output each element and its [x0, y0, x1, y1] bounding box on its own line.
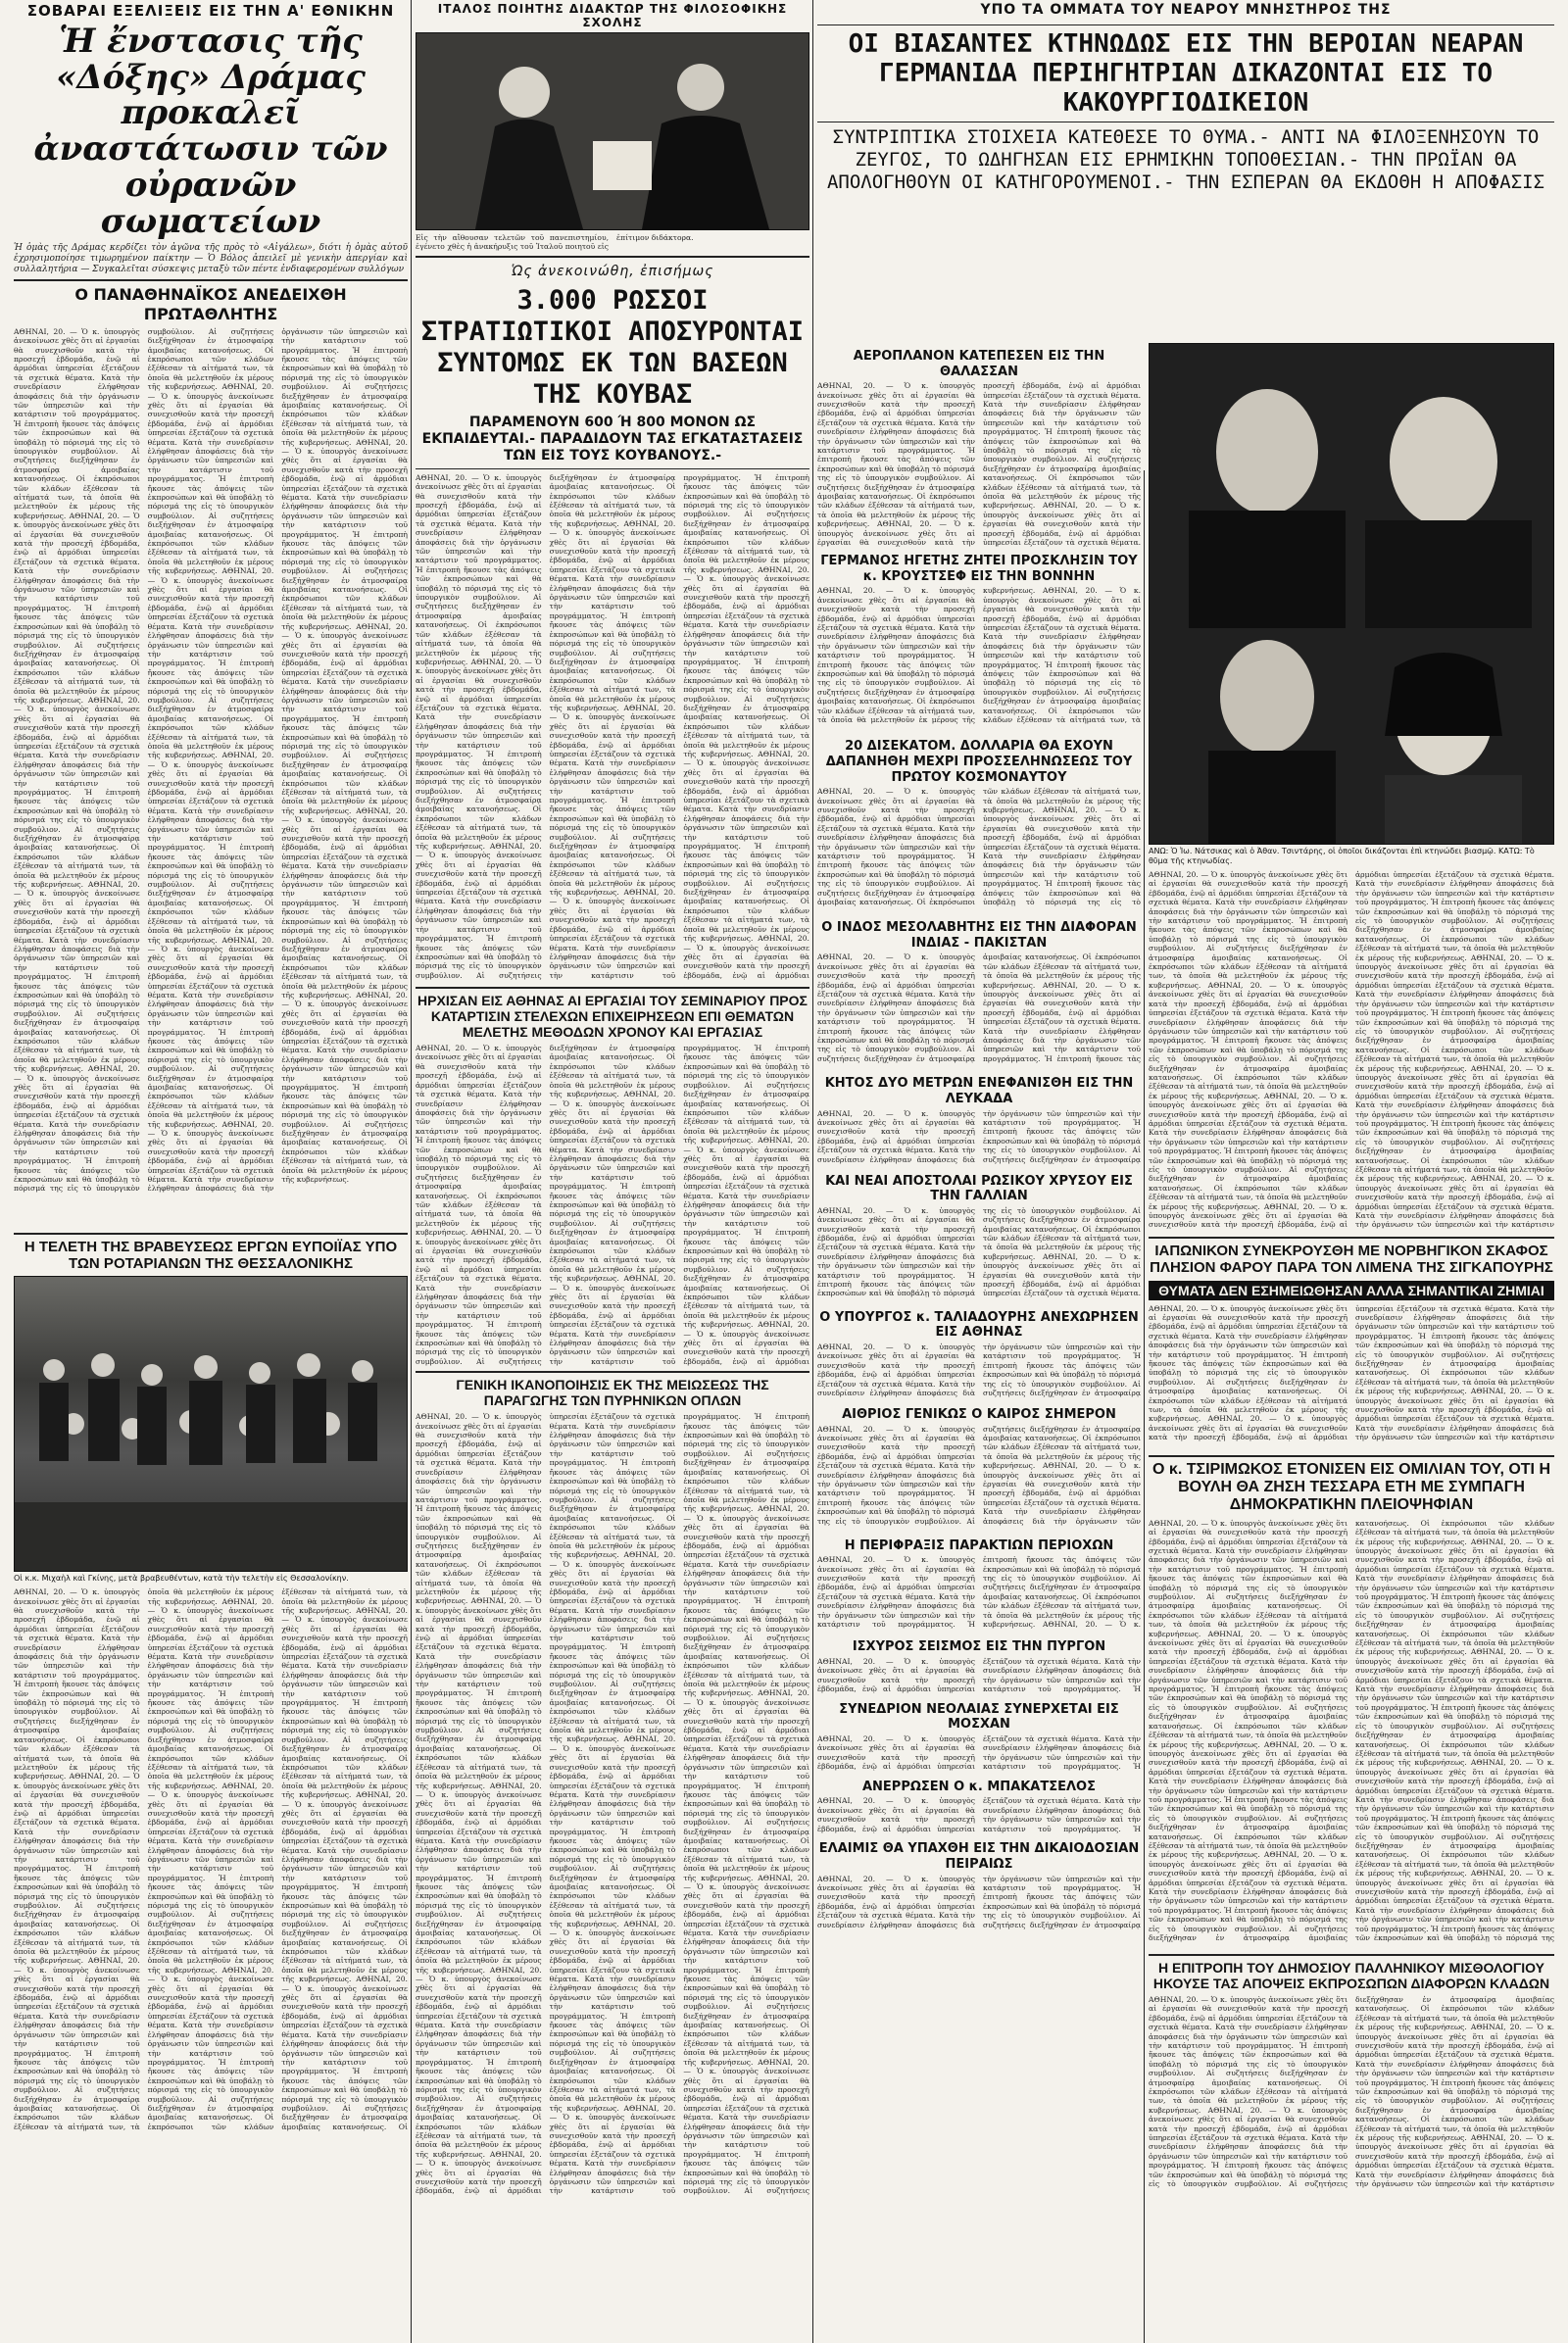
article-body: ΑΘΗΝΑΙ, 20. — Ὁ κ. ὑπουργὸς ἀνεκοίνωσε χθὲς ὅτι αἱ ἐργασίαι θὰ συνεχισθοῦν κατὰ τὴν προσεχῆ ἑβδομάδα, ἐνῷ αἱ ἁρμόδιαι ὑπηρεσίαι ἐξετάζουν τὰ σχετικὰ θέματα. Κατὰ τὴν συνεδρίασιν ἐλήφθησαν ἀποφάσεις διὰ τὴν ὀργάνωσιν τῶν ὑπηρεσιῶν καὶ τὴν κατάρτισιν τοῦ προγράμματος. Ἡ ἐπιτροπὴ ἤκουσε τὰς ἀπόψεις τῶν ἐκπροσώπων καὶ θὰ ὑποβάλῃ τὸ πόρισμά της εἰς τὸ ὑπουργικὸν συμβούλιον. Αἱ συζητήσεις διεξήχθησαν ἐν ἀτμοσφαίρᾳ: [817, 1108, 1141, 1164]
photo-rotary-ceremony: [14, 1276, 408, 1572]
photo-caption: ΑΝΩ: Ὁ Ἰω. Νάτσικας καὶ ὁ Ἀθαν. Τσιντάρης, οἱ ὁποῖοι δικάζονται ἐπὶ κτηνώδει βιασμῷ. ΚΑΤΩ: Τὸ θῦμα τῆς κτηνωδίας.: [1149, 847, 1535, 865]
article-body: ΑΘΗΝΑΙ, 20. — Ὁ κ. ὑπουργὸς ἀνεκοίνωσε χθὲς ὅτι αἱ ἐργασίαι θὰ συνεχισθοῦν κατὰ τὴν προσεχῆ ἑβδομάδα, ἐνῷ αἱ ἁρμόδιαι ὑπηρεσίαι ἐξετάζουν τὰ σχετικὰ θέματα. Κατὰ τὴν συνεδρίασιν ἐλήφθησαν ἀποφάσεις διὰ τὴν ὀργάνωσιν τῶν ὑπηρεσιῶν καὶ τὴν κατάρτισιν τοῦ προγράμματος. Ἡ ἐπιτροπὴ ἤκουσε τὰς ἀπόψεις τῶν ἐκπροσώπων καὶ θὰ ὑποβάλῃ τὸ πόρισμά της εἰς τὸ ὑπουργικὸν συμβούλιον. Αἱ συζητήσεις διεξήχθησαν ἐν ἀτμοσφαίρᾳ ἀμοιβαίας κατανοήσεως. Οἱ ἐκπρόσωποι τῶν κλάδων ἐξέθεσαν τὰ αἰτήματά των, τὰ ὁποῖα θὰ μελετηθοῦν ἐκ μέρους τῆς κυβερνήσεως. ΑΘΗΝΑΙ, 20. — Ὁ κ. ὑπουργὸς ἀνεκοίνωσε χθὲς ὅτι αἱ ἐργασίαι θὰ συνεχισθοῦν κατὰ τὴν προσεχῆ ἑβδομάδα, ἐνῷ αἱ ἁρμόδιαι ὑπηρεσίαι ἐξετάζουν τὰ σχετικὰ θέματα. Κατὰ τὴν συνεδρίασιν ἐλήφθησαν ἀποφάσεις διὰ τὴν ὀργάνωσιν τῶν: [817, 1424, 1141, 1526]
story-headline: Η ΤΕΛΕΤΗ ΤΗΣ ΒΡΑΒΕΥΣΕΩΣ ΕΡΓΩΝ ΕΥΠΟΙΪΑΣ ΥΠΟ ΤΩΝ ΡΟΤΑΡΙΑΝΩΝ ΤΗΣ ΘΕΣΣΑΛΟΝΙΚΗΣ: [24, 1238, 398, 1272]
photo-defendants-victim: [1149, 343, 1554, 845]
column-3: [817, 343, 1141, 2343]
main-headline-verroia: ΟΙ ΒΙΑΣΑΝΤΕΣ ΚΤΗΝΩΔΩΣ ΕΙΣ ΤΗΝ ΒΕΡΟΙΑΝ ΝΕΑΡΑΝ ΓΕΡΜΑΝΙΔΑ ΠΕΡΙΗΓΗΤΡΙΑΝ ΔΙΚΑΖΟΝΤΑΙ ΕΙΣ ΤΟ ΚΑΚΟΥΡΓΙΟΔΙΚΕΙΟΝ: [848, 28, 1524, 118]
headline-payroll: Η ΕΠΙΤΡΟΠΗ ΤΟΥ ΔΗΜΟΣΙΟΥ ΠΑΛΛΗΝΙΚΟΥ ΜΙΣΘΟΛΟΓΙΟΥ ΗΚΟΥΣΕ ΤΑΣ ΑΠΟΨΕΙΣ ΕΚΠΡΟΣΩΠΩΝ ΔΙΑΦΟΡΩΝ ΚΛΑΔΩΝ: [1152, 1959, 1550, 1991]
item-whale: ΚΗΤΟΣ ΔΥΟ ΜΕΤΡΩΝ ΕΝΕΦΑΝΙΣΘΗ ΕΙΣ ΤΗΝ ΛΕΥΚΑΔΑ: [824, 1076, 1134, 1106]
article-body: ΑΘΗΝΑΙ, 20. — Ὁ κ. ὑπουργὸς ἀνεκοίνωσε χθὲς ὅτι αἱ ἐργασίαι θὰ συνεχισθοῦν κατὰ τὴν προσεχῆ ἑβδομάδα, ἐνῷ αἱ ἁρμόδιαι ὑπηρεσίαι ἐξετάζουν τὰ σχετικὰ θέματα. Κατὰ τὴν συνεδρίασιν ἐλήφθησαν ἀποφάσεις διὰ τὴν ὀργάνωσιν τῶν ὑπηρεσιῶν καὶ τὴν κατάρτισιν τοῦ προγράμματος. Ἡ ἐπιτροπὴ ἤκουσε τὰς ἀπόψεις τῶν ἐκπροσώπων καὶ θὰ ὑποβάλῃ τὸ πόρισμά της εἰς τὸ ὑπουργικὸν συμβούλιον. Αἱ συζητήσεις διεξήχθησαν ἐν ἀτμοσφαίρᾳ ἀμοιβαίας κατανοήσεως. Οἱ ἐκπρόσωποι τῶν κλάδων ἐξέθεσαν τὰ αἰτήματά των, τὰ ὁποῖα θὰ μελετηθοῦν ἐκ μέρους τῆς κυβερνήσεως. ΑΘΗΝΑΙ, 20. — Ὁ κ. ὑπουργὸς ἀνεκοίνωσε χθὲς ὅτι αἱ ἐργασίαι θὰ συνεχισθοῦν κατὰ τὴν προσεχῆ ἑβδομάδα, ἐνῷ αἱ ἁρμόδιαι ὑπηρεσίαι ἐξετάζουν τὰ σχετικὰ θέματα. Κατὰ τὴν συνεδρίασιν ἐλήφθησαν ἀποφάσεις διὰ τὴν ὀργάνωσιν τῶν ὑπηρεσιῶν καὶ τὴν κατάρτισιν τοῦ προγράμματος. Ἡ ἐπιτροπὴ ἤκουσε τὰς ἀπόψεις τῶν ἐκπροσώπων καὶ θὰ ὑποβάλῃ τὸ πόρισμά της εἰς τὸ ὑπουργικὸν συμβούλιον. Αἱ συζητήσεις διεξήχθησαν ἐν ἀτμοσφαίρᾳ ἀμοιβαίας κατανοήσεως. Οἱ ἐκπρόσωποι τῶν κλάδων ἐξέθεσαν τὰ αἰτήματά των, τὰ: [817, 586, 1141, 725]
article-body: ΑΘΗΝΑΙ, 20. — Ὁ κ. ὑπουργὸς ἀνεκοίνωσε χθὲς ὅτι αἱ ἐργασίαι θὰ συνεχισθοῦν κατὰ τὴν προσεχῆ ἑβδομάδα, ἐνῷ αἱ ἁρμόδιαι ὑπηρεσίαι ἐξετάζουν τὰ σχετικὰ θέματα. Κατὰ τὴν συνεδρίασιν ἐλήφθησαν ἀποφάσεις διὰ τὴν ὀργάνωσιν τῶν ὑπηρεσιῶν καὶ τὴν κατάρτισιν τοῦ προγράμματος. Ἡ ἐπιτροπὴ ἤκουσε τὰς ἀπόψεις τῶν ἐκπροσώπων καὶ θὰ ὑποβάλῃ τὸ πόρισμά της εἰς τὸ ὑπουργικὸν συμβούλιον. Αἱ συζητήσεις διεξήχθησαν ἐν ἀτμοσφαίρᾳ ἀμοιβαίας κατανοήσεως. Οἱ ἐκπρόσωποι τῶν κλάδων ἐξέθεσαν τὰ αἰτήματά των, τὰ ὁποῖα θὰ μελετηθοῦν ἐκ μέρους τῆς κυβερνήσεως. ΑΘΗΝΑΙ, 20. — Ὁ κ. ὑπουργὸς ἀνεκοίνωσε χθὲς ὅτι αἱ ἐργασίαι θὰ συνεχισθοῦν κατὰ τὴν προσεχῆ ἑβδομάδα, ἐνῷ αἱ ἁρμόδιαι ὑπηρεσίαι ἐξετάζουν τὰ σχετικὰ θέματα. Κατὰ τὴν συνεδρίασιν ἐλήφθησαν ἀποφάσεις διὰ τὴν ὀργάνωσιν τῶν ὑπηρεσιῶν καὶ τὴν κατάρτισιν τοῦ προγράμματος. Ἡ ἐπιτροπὴ ἤκουσε τὰς ἀπόψεις τῶν ἐκπροσώπων καὶ θὰ ὑποβάλῃ τὸ πόρισμά της εἰς τὸ ὑπουργικὸν συμβούλιον. Αἱ συζητήσεις διεξήχθησαν ἐν ἀτμοσφαίρᾳ ἀμοιβαίας κατανοήσεως. Οἱ ἐκπρόσωποι τῶν κλάδων ἐξέθεσαν τὰ αἰτήματά των, τὰ ὁποῖα θὰ μελετηθοῦν ἐκ μέρους τῆς κυβερνήσεως. ΑΘΗΝΑΙ, 20. — Ὁ κ. ὑπουργὸς ἀνεκοίνωσε χθὲς ὅτι αἱ ἐργασίαι θὰ συνεχισθοῦν κατὰ τὴν προσεχῆ ἑβδομάδα, ἐνῷ αἱ ἁρμόδιαι ὑπηρεσίαι ἐξετάζουν τὰ σχετικὰ θέματα. Κατὰ τὴν συνεδρίασιν ἐλήφθησαν ἀποφάσεις διὰ τὴν ὀργάνωσιν τῶν ὑπηρεσιῶν καὶ τὴν κατάρτισιν τοῦ προγράμματος. Ἡ ἐπιτροπὴ ἤκουσε τὰς ἀπόψεις τῶν ἐκπροσώπων καὶ θὰ ὑποβάλῃ τὸ πόρισμά της εἰς τὸ ὑπουργικὸν συμβούλιον. Αἱ συζητήσεις διεξήχθησαν ἐν ἀτμοσφαίρᾳ ἀμοιβαίας κατανοήσεως. Οἱ ἐκπρόσωποι τῶν κλάδων ἐξέθεσαν τὰ αἰτήματά των, τὰ ὁποῖα θὰ μελετηθοῦν ἐκ μέρους τῆς κυβερνήσεως. ΑΘΗΝΑΙ, 20. — Ὁ κ. ὑπουργὸς ἀνεκοίνωσε χθὲς ὅτι αἱ ἐργασίαι θὰ συνεχισθοῦν κατὰ τὴν προσεχῆ ἑβδομάδα, ἐνῷ αἱ ἁρμόδιαι ὑπηρεσίαι ἐξετάζουν τὰ σχετικὰ θέματα. Κατὰ τὴν συνεδρίασιν ἐλήφθησαν ἀποφάσεις διὰ τὴν ὀργάνωσιν τῶν ὑπηρεσιῶν καὶ τὴν κατάρτισιν τοῦ προγράμματος. Ἡ ἐπιτροπὴ ἤκουσε τὰς ἀπόψεις τῶν ἐκπροσώπων καὶ θὰ ὑποβάλῃ τὸ πόρισμά της εἰς τὸ ὑπουργικὸν συμβούλιον. Αἱ συζητήσεις διεξήχθησαν ἐν ἀτμοσφαίρᾳ ἀμοιβαίας κατανοήσεως. Οἱ ἐκπρόσωποι τῶν κλάδων ἐξέθεσαν τὰ αἰτήματά των, τὰ ὁποῖα θὰ μελετηθοῦν ἐκ μέρους τῆς κυβερνήσεως. ΑΘΗΝΑΙ, 20. — Ὁ κ. ὑπουργὸς ἀνεκοίνωσε χθὲς ὅτι αἱ ἐργασίαι θὰ συνεχισθοῦν κατὰ τὴν προσεχῆ ἑβδομάδα, ἐνῷ αἱ ἁρμόδιαι ὑπηρεσίαι ἐξετάζουν τὰ σχετικὰ θέματα. Κατὰ τὴν συνεδρίασιν ἐλήφθησαν ἀποφάσεις διὰ τὴν ὀργάνωσιν τῶν ὑπηρεσιῶν καὶ τὴν κατάρτισιν τοῦ προγράμματος. Ἡ ἐπιτροπὴ ἤκουσε τὰς ἀπόψεις τῶν ἐκπροσώπων καὶ θὰ ὑποβάλῃ τὸ πόρισμά της εἰς τὸ ὑπουργικὸν συμβούλιον. Αἱ συζητήσεις διεξήχθησαν ἐν ἀτμοσφαίρᾳ ἀμοιβαίας κατανοήσεως. Οἱ ἐκπρόσωποι τῶν κλάδων ἐξέθεσαν τὰ αἰτήματά των, τὰ ὁποῖα θὰ μελετηθοῦν ἐκ μέρους τῆς κυβερνήσεως. ΑΘΗΝΑΙ, 20. — Ὁ κ. ὑπουργὸς ἀνεκοίνωσε χθὲς ὅτι αἱ ἐργασίαι θὰ συνεχισθοῦν κατὰ τὴν προσεχῆ ἑβδομάδα, ἐνῷ αἱ ἁρμόδιαι ὑπηρεσίαι ἐξετάζουν τὰ σχετικὰ θέματα. Κατὰ τὴν συνεδρίασιν ἐλήφθησαν ἀποφάσεις διὰ τὴν ὀργάνωσιν τῶν ὑπηρεσιῶν καὶ τὴν κατάρτισιν τοῦ προγράμματος. Ἡ ἐπιτροπὴ ἤκουσε τὰς ἀπόψεις τῶν ἐκπροσώπων καὶ θὰ ὑποβάλῃ τὸ πόρισμά της εἰς τὸ ὑπουργικὸν συμβούλιον. Αἱ συζητήσεις διεξήχθησαν ἐν ἀτμοσφαίρᾳ ἀμοιβαίας κατανοήσεως. Οἱ ἐκπρόσωποι τῶν κλάδων ἐξέθεσαν τὰ αἰτήματά των, τὰ ὁποῖα θὰ μελετηθοῦν ἐκ μέρους τῆς κυβερνήσεως. ΑΘΗΝΑΙ, 20. — Ὁ κ. ὑπουργὸς ἀνεκοίνωσε χθὲς ὅτι αἱ ἐργασίαι θὰ συνεχισθοῦν κατὰ τὴν προσεχῆ ἑβδομάδα, ἐνῷ αἱ ἁρμόδιαι ὑπηρεσίαι ἐξετάζουν τὰ σχετικὰ θέματα. Κατὰ τὴν συνεδρίασιν ἐλήφθησαν ἀποφάσεις διὰ τὴν ὀργάνωσιν τῶν ὑπηρεσιῶν καὶ τὴν κατάρτισιν: [1149, 870, 1554, 1230]
article-body: ΑΘΗΝΑΙ, 20. — Ὁ κ. ὑπουργὸς ἀνεκοίνωσε χθὲς ὅτι αἱ ἐργασίαι θὰ συνεχισθοῦν κατὰ τὴν προσεχῆ ἑβδομάδα, ἐνῷ αἱ ἁρμόδιαι ὑπηρεσίαι ἐξετάζουν τὰ σχετικὰ θέματα. Κατὰ τὴν συνεδρίασιν ἐλήφθησαν ἀποφάσεις διὰ τὴν ὀργάνωσιν τῶν ὑπηρεσιῶν καὶ τὴν κατάρτισιν τοῦ προγράμματος. Ἡ ἐπιτροπὴ ἤκουσε τὰς ἀπόψεις τῶν ἐκπροσώπων καὶ θὰ ὑποβάλῃ τὸ πόρισμά της εἰς τὸ ὑπουργικὸν συμβούλιον. Αἱ συζητήσεις διεξήχθησαν ἐν ἀτμοσφαίρᾳ ἀμοιβαίας κατανοήσεως. Οἱ ἐκπρόσωποι τῶν κλάδων ἐξέθεσαν τὰ αἰτήματά των, τὰ ὁποῖα θὰ μελετηθοῦν ἐκ μέρους τῆς κυβερνήσεως. ΑΘΗΝΑΙ, 20. — Ὁ κ.: [817, 1555, 1141, 1629]
item-cosmonaut: 20 ΔΙΣΕΚΑΤΟΜ. ΔΟΛΛΑΡΙΑ ΘΑ ΕΧΟΥΝ ΔΑΠΑΝΗΘΗ ΜΕΧΡΙ ΠΡΟΣΣΕΛΗΝΩΣΕΩΣ ΤΟΥ ΠΡΩΤΟΥ ΚΟΣΜΟΝΑΥΤΟΥ: [825, 739, 1133, 785]
main-headline: Ἡ ἔνστασις τῆς «Δόξης» Δράμας προκαλεῖ ἀναστάτωσιν τῶν οὐρανῶν σωματείων: [33, 22, 388, 241]
headline-seminar: ΗΡΧΙΣΑΝ ΕΙΣ ΑΘΗΝΑΣ ΑΙ ΕΡΓΑΣΙΑΙ ΤΟΥ ΣΕΜΙΝΑΡΙΟΥ ΠΡΟΣ ΚΑΤΑΡΤΙΣΙΝ ΣΤΕΛΕΧΩΝ ΕΠΙΧΕΙΡΗΣΕΩΝ ΕΠΙ ΘΕΜΑΤΩΝ ΜΕΛΕΤΗΣ ΜΕΘΟΔΩΝ ΧΡΟΝΟΥ ΚΑΙ ΕΡΓΑΣΙΑΣ: [417, 992, 808, 1040]
article-body: ΑΘΗΝΑΙ, 20. — Ὁ κ. ὑπουργὸς ἀνεκοίνωσε χθὲς ὅτι αἱ ἐργασίαι θὰ συνεχισθοῦν κατὰ τὴν προσεχῆ ἑβδομάδα, ἐνῷ αἱ ἁρμόδιαι ὑπηρεσίαι ἐξετάζουν τὰ σχετικὰ θέματα. Κατὰ τὴν συνεδρίασιν ἐλήφθησαν ἀποφάσεις διὰ τὴν ὀργάνωσιν τῶν ὑπηρεσιῶν καὶ τὴν κατάρτισιν τοῦ προγράμματος. Ἡ: [817, 1733, 1141, 1772]
article-body: ΑΘΗΝΑΙ, 20. — Ὁ κ. ὑπουργὸς ἀνεκοίνωσε χθὲς ὅτι αἱ ἐργασίαι θὰ συνεχισθοῦν κατὰ τὴν προσεχῆ ἑβδομάδα, ἐνῷ αἱ ἁρμόδιαι ὑπηρεσίαι ἐξετάζουν τὰ σχετικὰ θέματα. Κατὰ τὴν συνεδρίασιν ἐλήφθησαν ἀποφάσεις διὰ τὴν ὀργάνωσιν τῶν ὑπηρεσιῶν καὶ τὴν κατάρτισιν τοῦ προγράμματος. Ἡ ἐπιτροπὴ ἤκουσε τὰς ἀπόψεις τῶν ἐκπροσώπων καὶ θὰ ὑποβάλῃ τὸ πόρισμά της εἰς τὸ ὑπουργικὸν συμβούλιον. Αἱ συζητήσεις διεξήχθησαν ἐν ἀτμοσφαίρᾳ ἀμοιβαίας κατανοήσεως. Οἱ ἐκπρόσωποι τῶν κλάδων ἐξέθεσαν τὰ αἰτήματά των, τὰ ὁποῖα θὰ μελετηθοῦν ἐκ μέρους τῆς κυβερνήσεως. ΑΘΗΝΑΙ, 20. — Ὁ κ. ὑπουργὸς ἀνεκοίνωσε χθὲς ὅτι αἱ ἐργασίαι θὰ συνεχισθοῦν κατὰ τὴν προσεχῆ ἑβδομάδα, ἐνῷ αἱ ἁρμόδιαι ὑπηρεσίαι ἐξετάζουν τὰ σχετικὰ θέματα. Κατὰ τὴν συνεδρίασιν ἐλήφθησαν ἀποφάσεις διὰ τὴν ὀργάνωσιν τῶν ὑπηρεσιῶν καὶ τὴν κατάρτισιν τοῦ προγράμματος. Ἡ ἐπιτροπὴ ἤκουσε τὰς ἀπόψεις τῶν ἐκπροσώπων καὶ θὰ ὑποβάλῃ τὸ πόρισμά της εἰς τὸ ὑπουργικὸν συμβούλιον. Αἱ συζητήσεις διεξήχθησαν ἐν ἀτμοσφαίρᾳ ἀμοιβαίας κατανοήσεως. Οἱ ἐκπρόσωποι τῶν κλάδων ἐξέθεσαν τὰ αἰτήματά των, τὰ ὁποῖα θὰ μελετηθοῦν ἐκ μέρους τῆς κυβερνήσεως. ΑΘΗΝΑΙ, 20. — Ὁ κ. ὑπουργὸς ἀνεκοίνωσε χθὲς ὅτι αἱ ἐργασίαι θὰ συνεχισθοῦν κατὰ τὴν προσεχῆ ἑβδομάδα, ἐνῷ αἱ ἁρμόδιαι ὑπηρεσίαι ἐξετάζουν τὰ σχετικὰ θέματα. Κατὰ τὴν συνεδρίασιν ἐλήφθησαν ἀποφάσεις διὰ τὴν ὀργάνωσιν τῶν ὑπηρεσιῶν καὶ τὴν κατάρτισιν τοῦ προγράμματος. Ἡ ἐπιτροπὴ ἤκουσε τὰς ἀπόψεις τῶν ἐκπροσώπων καὶ θὰ ὑποβάλῃ τὸ πόρισμά της εἰς τὸ ὑπουργικὸν συμβούλιον. Αἱ συζητήσεις διεξήχθησαν ἐν ἀτμοσφαίρᾳ ἀμοιβαίας κατανοήσεως. Οἱ ἐκπρόσωποι τῶν κλάδων ἐξέθεσαν τὰ αἰτήματά των, τὰ ὁποῖα θὰ μελετηθοῦν ἐκ μέρους τῆς κυβερνήσεως. ΑΘΗΝΑΙ, 20. — Ὁ κ. ὑπουργὸς ἀνεκοίνωσε χθὲς ὅτι αἱ ἐργασίαι θὰ συνεχισθοῦν κατὰ τὴν προσεχῆ ἑβδομάδα, ἐνῷ αἱ ἁρμόδιαι ὑπηρεσίαι ἐξετάζουν τὰ σχετικὰ θέματα. Κατὰ τὴν συνεδρίασιν ἐλήφθησαν ἀποφάσεις διὰ τὴν ὀργάνωσιν τῶν ὑπηρεσιῶν καὶ τὴν κατάρτισιν τοῦ προγράμματος. Ἡ ἐπιτροπὴ ἤκουσε τὰς ἀπόψεις τῶν ἐκπροσώπων καὶ θὰ ὑποβάλῃ τὸ πόρισμά της εἰς τὸ ὑπουργικὸν συμβούλιον. Αἱ συζητήσεις διεξήχθησαν ἐν ἀτμοσφαίρᾳ ἀμοιβαίας κατανοήσεως. Οἱ ἐκπρόσωποι τῶν κλάδων ἐξέθεσαν τὰ αἰτήματά των, τὰ ὁποῖα θὰ μελετηθοῦν ἐκ μέρους τῆς κυβερνήσεως. ΑΘΗΝΑΙ, 20. — Ὁ κ. ὑπουργὸς ἀνεκοίνωσε χθὲς ὅτι αἱ ἐργασίαι θὰ συνεχισθοῦν κατὰ τὴν προσεχῆ ἑβδομάδα, ἐνῷ αἱ ἁρμόδιαι ὑπηρεσίαι ἐξετάζουν τὰ σχετικὰ θέματα. Κατὰ τὴν συνεδρίασιν ἐλήφθησαν ἀποφάσεις διὰ τὴν ὀργάνωσιν τῶν ὑπηρεσιῶν καὶ τὴν κατάρτισιν τοῦ προγράμματος. Ἡ ἐπιτροπὴ ἤκουσε τὰς ἀπόψεις τῶν ἐκπροσώπων καὶ θὰ ὑποβάλῃ τὸ πόρισμά της εἰς τὸ ὑπουργικὸν συμβούλιον. Αἱ συζητήσεις διεξήχθησαν ἐν ἀτμοσφαίρᾳ ἀμοιβαίας κατανοήσεως. Οἱ ἐκπρόσωποι τῶν κλάδων ἐξέθεσαν τὰ αἰτήματά των, τὰ ὁποῖα θὰ μελετηθοῦν ἐκ μέρους τῆς κυβερνήσεως. ΑΘΗΝΑΙ, 20. — Ὁ κ. ὑπουργὸς ἀνεκοίνωσε χθὲς ὅτι αἱ ἐργασίαι θὰ συνεχισθοῦν κατὰ τὴν προσεχῆ ἑβδομάδα, ἐνῷ αἱ ἁρμόδιαι ὑπηρεσίαι ἐξετάζουν τὰ σχετικὰ θέματα. Κατὰ τὴν συνεδρίασιν ἐλήφθησαν ἀποφάσεις διὰ τὴν ὀργάνωσιν τῶν ὑπηρεσιῶν καὶ τὴν κατάρτισιν τοῦ προγράμματος. Ἡ ἐπιτροπὴ ἤκουσε τὰς ἀπόψεις τῶν ἐκπροσώπων καὶ θὰ ὑποβάλῃ τὸ πόρισμά της εἰς τὸ ὑπουργικὸν συμβούλιον. Αἱ συζητήσεις διεξήχθησαν ἐν ἀτμοσφαίρᾳ ἀμοιβαίας κατανοήσεως. Οἱ ἐκπρόσωποι τῶν κλάδων ἐξέθεσαν τὰ αἰτήματά των, τὰ ὁποῖα θὰ μελετηθοῦν ἐκ μέρους τῆς κυβερνήσεως. ΑΘΗΝΑΙ, 20. — Ὁ κ. ὑπουργὸς ἀνεκοίνωσε χθὲς ὅτι αἱ ἐργασίαι θὰ συνεχισθοῦν κατὰ τὴν προσεχῆ ἑβδομάδα, ἐνῷ αἱ ἁρμόδιαι ὑπηρεσίαι ἐξετάζουν τὰ σχετικὰ θέματα. Κατὰ τὴν συνεδρίασιν ἐλήφθησαν ἀποφάσεις διὰ τὴν ὀργάνωσιν τῶν ὑπηρεσιῶν καὶ τὴν κατάρτισιν τοῦ προγράμματος. Ἡ ἐπιτροπὴ ἤκουσε τὰς ἀπόψεις τῶν ἐκπροσώπων καὶ θὰ ὑποβάλῃ τὸ πόρισμά της εἰς τὸ ὑπουργικὸν συμβούλιον. Αἱ συζητήσεις διεξήχθησαν ἐν ἀτμοσφαίρᾳ ἀμοιβαίας κατανοήσεως. Οἱ ἐκπρόσωποι τῶν κλάδων ἐξέθεσαν τὰ αἰτήματά των, τὰ ὁποῖα θὰ μελετηθοῦν ἐκ μέρους τῆς κυβερνήσεως. ΑΘΗΝΑΙ, 20. — Ὁ κ. ὑπουργὸς ἀνεκοίνωσε χθὲς ὅτι αἱ ἐργασίαι θὰ συνεχισθοῦν κατὰ τὴν προσεχῆ ἑβδομάδα, ἐνῷ αἱ ἁρμόδιαι ὑπηρεσίαι ἐξετάζουν τὰ σχετικὰ θέματα. Κατὰ τὴν συνεδρίασιν ἐλήφθησαν ἀποφάσεις διὰ τὴν ὀργάνωσιν τῶν ὑπηρεσιῶν καὶ τὴν κατάρτισιν τοῦ προγράμματος. Ἡ ἐπιτροπὴ ἤκουσε τὰς ἀπόψεις τῶν ἐκπροσώπων καὶ θὰ ὑποβάλῃ τὸ πόρισμά της εἰς τὸ ὑπουργικὸν συμβούλιον. Αἱ συζητήσεις διεξήχθησαν ἐν ἀτμοσφαίρᾳ ἀμοιβαίας κατανοήσεως. Οἱ ἐκπρόσωποι τῶν κλάδων ἐξέθεσαν τὰ αἰτήματά των, τὰ ὁποῖα θὰ μελετηθοῦν ἐκ μέρους τῆς κυβερνήσεως. ΑΘΗΝΑΙ, 20. — Ὁ κ. ὑπουργὸς ἀνεκοίνωσε χθὲς ὅτι αἱ ἐργασίαι θὰ συνεχισθοῦν κατὰ τὴν προσεχῆ ἑβδομάδα, ἐνῷ αἱ ἁρμόδιαι: [416, 472, 809, 980]
column-rule: [812, 0, 813, 2343]
item-coastal: Η ΠΕΡΙΦΡΑΞΙΣ ΠΑΡΑΚΤΙΩΝ ΠΕΡΙΟΧΩΝ: [844, 1538, 1114, 1553]
article-body: ΑΘΗΝΑΙ, 20. — Ὁ κ. ὑπουργὸς ἀνεκοίνωσε χθὲς ὅτι αἱ ἐργασίαι θὰ συνεχισθοῦν κατὰ τὴν προσεχῆ ἑβδομάδα, ἐνῷ αἱ ἁρμόδιαι ὑπηρεσίαι ἐξετάζουν τὰ σχετικὰ θέματα. Κατὰ τὴν συνεδρίασιν ἐλήφθησαν ἀποφάσεις διὰ τὴν ὀργάνωσιν τῶν ὑπηρεσιῶν καὶ τὴν κατάρτισιν τοῦ προγράμματος. Ἡ ἐπιτροπὴ ἤκουσε τὰς ἀπόψεις τῶν ἐκπροσώπων καὶ θὰ ὑποβάλῃ τὸ πόρισμά της εἰς τὸ ὑπουργικὸν συμβούλιον. Αἱ συζητήσεις διεξήχθησαν ἐν ἀτμοσφαίρᾳ ἀμοιβαίας κατανοήσεως. Οἱ ἐκπρόσωποι τῶν κλάδων ἐξέθεσαν τὰ αἰτήματά των, τὰ ὁποῖα θὰ μελετηθοῦν ἐκ μέρους τῆς κυβερνήσεως. ΑΘΗΝΑΙ, 20. — Ὁ κ. ὑπουργὸς ἀνεκοίνωσε χθὲς ὅτι αἱ ἐργασίαι θὰ συνεχισθοῦν κατὰ τὴν προσεχῆ ἑβδομάδα, ἐνῷ αἱ ἁρμόδιαι ὑπηρεσίαι ἐξετάζουν τὰ σχετικὰ θέματα. Κατὰ τὴν συνεδρίασιν ἐλήφθησαν ἀποφάσεις διὰ τὴν ὀργάνωσιν τῶν ὑπηρεσιῶν καὶ τὴν κατάρτισιν τοῦ προγράμματος. Ἡ ἐπιτροπὴ ἤκουσε τὰς ἀπόψεις τῶν ἐκπροσώπων καὶ θὰ ὑποβάλῃ τὸ πόρισμά της εἰς τὸ ὑπουργικὸν συμβούλιον. Αἱ συζητήσεις διεξήχθησαν ἐν ἀτμοσφαίρᾳ ἀμοιβαίας κατανοήσεως. Οἱ ἐκπρόσωποι τῶν κλάδων ἐξέθεσαν τὰ αἰτήματά των, τὰ ὁποῖα θὰ μελετηθοῦν ἐκ μέρους τῆς κυβερνήσεως. ΑΘΗΝΑΙ, 20. — Ὁ κ. ὑπουργὸς ἀνεκοίνωσε χθὲς ὅτι αἱ ἐργασίαι θὰ συνεχισθοῦν κατὰ τὴν προσεχῆ ἑβδομάδα, ἐνῷ αἱ ἁρμόδιαι ὑπηρεσίαι ἐξετάζουν τὰ σχετικὰ θέματα. Κατὰ τὴν συνεδρίασιν ἐλήφθησαν ἀποφάσεις διὰ τὴν ὀργάνωσιν τῶν ὑπηρεσιῶν καὶ τὴν κατάρτισιν τοῦ προγράμματος. Ἡ ἐπιτροπὴ ἤκουσε τὰς ἀπόψεις τῶν ἐκπροσώπων καὶ θὰ ὑποβάλῃ τὸ πόρισμά της εἰς τὸ ὑπουργικὸν συμβούλιον. Αἱ συζητήσεις διεξήχθησαν ἐν ἀτμοσφαίρᾳ ἀμοιβαίας κατανοήσεως. Οἱ ἐκπρόσωποι τῶν κλάδων ἐξέθεσαν τὰ αἰτήματά των, τὰ ὁποῖα θὰ μελετηθοῦν ἐκ μέρους τῆς κυβερνήσεως. ΑΘΗΝΑΙ, 20. — Ὁ κ. ὑπουργὸς ἀνεκοίνωσε χθὲς ὅτι αἱ ἐργασίαι θὰ συνεχισθοῦν κατὰ τὴν προσεχῆ ἑβδομάδα, ἐνῷ αἱ ἁρμόδιαι ὑπηρεσίαι ἐξετάζουν τὰ σχετικὰ θέματα. Κατὰ τὴν συνεδρίασιν ἐλήφθησαν ἀποφάσεις διὰ τὴν ὀργάνωσιν τῶν ὑπηρεσιῶν καὶ τὴν κατάρτισιν τοῦ προγράμματος. Ἡ ἐπιτροπὴ ἤκουσε τὰς ἀπόψεις τῶν ἐκπροσώπων καὶ θὰ ὑποβάλῃ τὸ πόρισμά της εἰς τὸ ὑπουργικὸν συμβούλιον. Αἱ συζητήσεις διεξήχθησαν ἐν ἀτμοσφαίρᾳ ἀμοιβαίας κατανοήσεως. Οἱ ἐκπρόσωποι τῶν κλάδων ἐξέθεσαν τὰ αἰτήματά των, τὰ ὁποῖα θὰ μελετηθοῦν ἐκ μέρους τῆς κυβερνήσεως. ΑΘΗΝΑΙ, 20. — Ὁ κ. ὑπουργὸς ἀνεκοίνωσε χθὲς ὅτι αἱ ἐργασίαι θὰ συνεχισθοῦν κατὰ τὴν προσεχῆ ἑβδομάδα, ἐνῷ αἱ ἁρμόδιαι ὑπηρεσίαι ἐξετάζουν τὰ σχετικὰ θέματα. Κατὰ τὴν συνεδρίασιν ἐλήφθησαν ἀποφάσεις διὰ τὴν ὀργάνωσιν τῶν ὑπηρεσιῶν καὶ τὴν κατάρτισιν τοῦ προγράμματος. Ἡ ἐπιτροπὴ ἤκουσε τὰς ἀπόψεις τῶν ἐκπροσώπων καὶ θὰ ὑποβάλῃ τὸ πόρισμά της εἰς τὸ ὑπουργικὸν συμβούλιον. Αἱ συζητήσεις διεξήχθησαν ἐν ἀτμοσφαίρᾳ ἀμοιβαίας κατανοήσεως. Οἱ ἐκπρόσωποι τῶν κλάδων ἐξέθεσαν τὰ αἰτήματά των, τὰ ὁποῖα θὰ μελετηθοῦν ἐκ μέρους τῆς κυβερνήσεως. ΑΘΗΝΑΙ, 20. — Ὁ κ. ὑπουργὸς ἀνεκοίνωσε χθὲς ὅτι αἱ ἐργασίαι θὰ συνεχισθοῦν κατὰ τὴν προσεχῆ ἑβδομάδα, ἐνῷ αἱ ἁρμόδιαι: [416, 1044, 809, 1366]
item-weather: ΑΙΘΡΙΟΣ ΓΕΝΙΚΩΣ Ο ΚΑΙΡΟΣ ΣΗΜΕΡΟΝ: [842, 1406, 1116, 1422]
subheadline: ΣΥΝΤΡΙΠΤΙΚΑ ΣΤΟΙΧΕΙΑ ΚΑΤΕΘΕΣΕ ΤΟ ΘΥΜΑ.- ΑΝΤΙ ΝΑ ΦΙΛΟΞΕΝΗΣΟΥΝ ΤΟ ΖΕΥΓΟΣ, ΤΟ ΩΔΗΓΗΣΑΝ ΕΙΣ ΕΡΗΜΙΚΗΝ ΤΟΠΟΘΕΣΙΑΝ.- ΤΗΝ ΠΡΩΪΑΝ ΘΑ ΑΠΟΛΟΓΗΘΟΥΝ ΟΙ ΚΑΤΗΓΟΡΟΥΜΕΝΟΙ.- ΤΗΝ ΕΣΠΕΡΑΝ ΘΑ ΕΚΔΟΘΗ Η ΑΠΟΦΑΣΙΣ: [826, 125, 1545, 193]
column-rule: [1144, 470, 1145, 2343]
article-body: ΑΘΗΝΑΙ, 20. — Ὁ κ. ὑπουργὸς ἀνεκοίνωσε χθὲς ὅτι αἱ ἐργασίαι θὰ συνεχισθοῦν κατὰ τὴν προσεχῆ ἑβδομάδα, ἐνῷ αἱ ἁρμόδιαι ὑπηρεσίαι ἐξετάζουν τὰ σχετικὰ θέματα. Κατὰ τὴν συνεδρίασιν ἐλήφθησαν ἀποφάσεις διὰ τὴν ὀργάνωσιν τῶν ὑπηρεσιῶν καὶ τὴν κατάρτισιν τοῦ προγράμματος. Ἡ ἐπιτροπὴ ἤκουσε τὰς ἀπόψεις τῶν ἐκπροσώπων καὶ θὰ ὑποβάλῃ τὸ πόρισμά της εἰς τὸ ὑπουργικὸν συμβούλιον. Αἱ συζητήσεις διεξήχθησαν ἐν ἀτμοσφαίρᾳ: [817, 1342, 1141, 1397]
item-piraeus: ΕΛΑΙΜΙΣ ΘΑ ΥΠΑΧΘΗ ΕΙΣ ΤΗΝ ΔΙΚΑΙΟΔΟΣΙΑΝ ΠΕΙΡΑΙΩΣ: [818, 1841, 1140, 1873]
item-youth-congress: ΣΥΝΕΔΡΙΟΝ ΝΕΟΛΑΙΑΣ ΣΥΝΕΡΧΕΤΑΙ ΕΙΣ ΜΟΣΧΑΝ: [839, 1701, 1119, 1733]
article-body: ΑΘΗΝΑΙ, 20. — Ὁ κ. ὑπουργὸς ἀνεκοίνωσε χθὲς ὅτι αἱ ἐργασίαι θὰ συνεχισθοῦν κατὰ τὴν προσεχῆ ἑβδομάδα, ἐνῷ αἱ ἁρμόδιαι ὑπηρεσίαι ἐξετάζουν τὰ σχετικὰ θέματα. Κατὰ τὴν συνεδρίασιν ἐλήφθησαν ἀποφάσεις διὰ τὴν ὀργάνωσιν τῶν ὑπηρεσιῶν καὶ τὴν κατάρτισιν τοῦ προγράμματος. Ἡ ἐπιτροπὴ ἤκουσε τὰς ἀπόψεις τῶν ἐκπροσώπων καὶ θὰ ὑποβάλῃ τὸ πόρισμά της εἰς τὸ ὑπουργικὸν συμβούλιον. Αἱ συζητήσεις διεξήχθησαν ἐν ἀτμοσφαίρᾳ ἀμοιβαίας κατανοήσεως. Οἱ ἐκπρόσωποι τῶν κλάδων ἐξέθεσαν τὰ αἰτήματά των, τὰ ὁποῖα θὰ μελετηθοῦν ἐκ μέρους τῆς κυβερνήσεως. ΑΘΗΝΑΙ, 20. — Ὁ κ. ὑπουργὸς ἀνεκοίνωσε χθὲς ὅτι αἱ ἐργασίαι θὰ συνεχισθοῦν κατὰ τὴν προσεχῆ ἑβδομάδα, ἐνῷ αἱ ἁρμόδιαι ὑπηρεσίαι ἐξετάζουν τὰ σχετικὰ θέματα.: [817, 1205, 1141, 1298]
photo-poet-doctorate: [416, 32, 809, 230]
item-earthquake: ΙΣΧΥΡΟΣ ΣΕΙΣΜΟΣ ΕΙΣ ΤΗΝ ΠΥΡΓΟΝ: [852, 1639, 1106, 1655]
subheadline: Ο ΠΑΝΑΘΗΝΑΪΚΟΣ ΑΝΕΔΕΙΧΘΗ ΠΡΩΤΑΘΛΗΤΗΣ: [74, 285, 347, 323]
column-rule: [411, 0, 412, 2343]
article-body: ΑΘΗΝΑΙ, 20. — Ὁ κ. ὑπουργὸς ἀνεκοίνωσε χθὲς ὅτι αἱ ἐργασίαι θὰ συνεχισθοῦν κατὰ τὴν προσεχῆ ἑβδομάδα, ἐνῷ αἱ ἁρμόδιαι ὑπηρεσίαι ἐξετάζουν τὰ σχετικὰ θέματα. Κατὰ τὴν συνεδρίασιν ἐλήφθησαν ἀποφάσεις διὰ τὴν ὀργάνωσιν τῶν ὑπηρεσιῶν καὶ τὴν κατάρτισιν τοῦ προγράμματος. Ἡ ἐπιτροπὴ ἤκουσε τὰς ἀπόψεις τῶν ἐκπροσώπων καὶ θὰ ὑποβάλῃ τὸ πόρισμά της εἰς τὸ ὑπουργικὸν συμβούλιον. Αἱ συζητήσεις διεξήχθησαν ἐν ἀτμοσφαίρᾳ ἀμοιβαίας κατανοήσεως. Οἱ ἐκπρόσωποι τῶν κλάδων ἐξέθεσαν τὰ αἰτήματά των, τὰ ὁποῖα θὰ μελετηθοῦν ἐκ μέρους τῆς κυβερνήσεως. ΑΘΗΝΑΙ, 20. — Ὁ κ. ὑπουργὸς ἀνεκοίνωσε χθὲς ὅτι αἱ ἐργασίαι θὰ συνεχισθοῦν κατὰ τὴν προσεχῆ ἑβδομάδα, ἐνῷ αἱ ἁρμόδιαι ὑπηρεσίαι ἐξετάζουν τὰ σχετικὰ θέματα. Κατὰ τὴν συνεδρίασιν ἐλήφθησαν ἀποφάσεις διὰ τὴν ὀργάνωσιν τῶν ὑπηρεσιῶν καὶ τὴν κατάρτισιν τοῦ προγράμματος. Ἡ ἐπιτροπὴ ἤκουσε τὰς ἀπόψεις τῶν ἐκπροσώπων καὶ θὰ ὑποβάλῃ τὸ πόρισμά της εἰς τὸ ὑπουργικὸν συμβούλιον. Αἱ συζητήσεις διεξήχθησαν ἐν ἀτμοσφαίρᾳ ἀμοιβαίας κατανοήσεως. Οἱ ἐκπρόσωποι τῶν κλάδων ἐξέθεσαν τὰ αἰτήματά των, τὰ ὁποῖα θὰ μελετηθοῦν ἐκ μέρους τῆς κυβερνήσεως. ΑΘΗΝΑΙ, 20. — Ὁ κ. ὑπουργὸς ἀνεκοίνωσε χθὲς ὅτι αἱ ἐργασίαι θὰ συνεχισθοῦν κατὰ τὴν προσεχῆ ἑβδομάδα, ἐνῷ αἱ ἁρμόδιαι ὑπηρεσίαι ἐξετάζουν τὰ σχετικὰ θέματα. Κατὰ τὴν συνεδρίασιν ἐλήφθησαν ἀποφάσεις διὰ τὴν ὀργάνωσιν τῶν ὑπηρεσιῶν καὶ τὴν κατάρτισιν τοῦ προγράμματος. Ἡ ἐπιτροπὴ ἤκουσε τὰς ἀπόψεις τῶν ἐκπροσώπων καὶ θὰ ὑποβάλῃ τὸ πόρισμά της εἰς τὸ ὑπουργικὸν συμβούλιον. Αἱ συζητήσεις διεξήχθησαν ἐν ἀτμοσφαίρᾳ ἀμοιβαίας κατανοήσεως. Οἱ ἐκπρόσωποι τῶν κλάδων ἐξέθεσαν τὰ αἰτήματά των, τὰ ὁποῖα θὰ μελετηθοῦν ἐκ μέρους τῆς κυβερνήσεως. ΑΘΗΝΑΙ, 20. — Ὁ κ. ὑπουργὸς ἀνεκοίνωσε χθὲς ὅτι αἱ ἐργασίαι θὰ συνεχισθοῦν κατὰ τὴν προσεχῆ ἑβδομάδα, ἐνῷ αἱ ἁρμόδιαι ὑπηρεσίαι ἐξετάζουν τὰ σχετικὰ θέματα. Κατὰ τὴν συνεδρίασιν ἐλήφθησαν ἀποφάσεις διὰ τὴν ὀργάνωσιν τῶν ὑπηρεσιῶν καὶ τὴν κατάρτισιν τοῦ προγράμματος. Ἡ ἐπιτροπὴ ἤκουσε τὰς ἀπόψεις τῶν ἐκπροσώπων καὶ θὰ ὑποβάλῃ τὸ πόρισμά της εἰς τὸ ὑπουργικὸν συμβούλιον. Αἱ συζητήσεις διεξήχθησαν ἐν ἀτμοσφαίρᾳ ἀμοιβαίας κατανοήσεως. Οἱ ἐκπρόσωποι τῶν κλάδων ἐξέθεσαν τὰ αἰτήματά των, τὰ ὁποῖα θὰ μελετηθοῦν ἐκ μέρους τῆς κυβερνήσεως. ΑΘΗΝΑΙ, 20. — Ὁ κ. ὑπουργὸς ἀνεκοίνωσε χθὲς ὅτι αἱ ἐργασίαι θὰ συνεχισθοῦν κατὰ τὴν προσεχῆ ἑβδομάδα, ἐνῷ αἱ ἁρμόδιαι ὑπηρεσίαι ἐξετάζουν τὰ σχετικὰ θέματα. Κατὰ τὴν συνεδρίασιν ἐλήφθησαν ἀποφάσεις διὰ τὴν ὀργάνωσιν τῶν ὑπηρεσιῶν καὶ τὴν κατάρτισιν τοῦ προγράμματος. Ἡ ἐπιτροπὴ ἤκουσε τὰς ἀπόψεις τῶν ἐκπροσώπων καὶ θὰ ὑποβάλῃ τὸ πόρισμά της εἰς τὸ ὑπουργικὸν συμβούλιον. Αἱ συζητήσεις διεξήχθησαν ἐν ἀτμοσφαίρᾳ ἀμοιβαίας κατανοήσεως. Οἱ ἐκπρόσωποι τῶν κλάδων ἐξέθεσαν τὰ αἰτήματά των, τὰ ὁποῖα θὰ μελετηθοῦν ἐκ μέρους τῆς κυβερνήσεως. ΑΘΗΝΑΙ, 20. — Ὁ κ. ὑπουργὸς ἀνεκοίνωσε χθὲς ὅτι αἱ ἐργασίαι θὰ συνεχισθοῦν κατὰ τὴν προσεχῆ ἑβδομάδα, ἐνῷ αἱ ἁρμόδιαι ὑπηρεσίαι ἐξετάζουν τὰ σχετικὰ θέματα. Κατὰ τὴν συνεδρίασιν ἐλήφθησαν ἀποφάσεις διὰ τὴν ὀργάνωσιν τῶν ὑπηρεσιῶν καὶ τὴν κατάρτισιν τοῦ προγράμματος. Ἡ ἐπιτροπὴ ἤκουσε τὰς ἀπόψεις τῶν ἐκπροσώπων καὶ θὰ ὑποβάλῃ τὸ πόρισμά της εἰς τὸ ὑπουργικὸν συμβούλιον. Αἱ συζητήσεις διεξήχθησαν ἐν ἀτμοσφαίρᾳ ἀμοιβαίας κατανοήσεως. Οἱ ἐκπρόσωποι τῶν κλάδων ἐξέθεσαν τὰ αἰτήματά των, τὰ ὁποῖα θὰ μελετηθοῦν ἐκ μέρους τῆς κυβερνήσεως. ΑΘΗΝΑΙ, 20. — Ὁ κ. ὑπουργὸς ἀνεκοίνωσε χθὲς ὅτι αἱ ἐργασίαι θὰ συνεχισθοῦν κατὰ τὴν προσεχῆ ἑβδομάδα, ἐνῷ αἱ ἁρμόδιαι ὑπηρεσίαι ἐξετάζουν τὰ σχετικὰ θέματα. Κατὰ τὴν συνεδρίασιν ἐλήφθησαν ἀποφάσεις διὰ τὴν ὀργάνωσιν τῶν ὑπηρεσιῶν καὶ τὴν κατάρτισιν τοῦ προγράμματος. Ἡ ἐπιτροπὴ ἤκουσε τὰς ἀπόψεις τῶν ἐκπροσώπων καὶ θὰ ὑποβάλῃ τὸ πόρισμά της εἰς τὸ ὑπουργικὸν συμβούλιον. Αἱ συζητήσεις διεξήχθησαν ἐν ἀτμοσφαίρᾳ ἀμοιβαίας κατανοήσεως. Οἱ ἐκπρόσωποι τῶν κλάδων ἐξέθεσαν τὰ αἰτήματά των, τὰ ὁποῖα θὰ μελετηθοῦν ἐκ μέρους τῆς κυβερνήσεως. ΑΘΗΝΑΙ, 20. — Ὁ κ. ὑπουργὸς ἀνεκοίνωσε χθὲς ὅτι αἱ ἐργασίαι θὰ συνεχισθοῦν κατὰ τὴν προσεχῆ ἑβδομάδα, ἐνῷ αἱ ἁρμόδιαι ὑπηρεσίαι ἐξετάζουν τὰ σχετικὰ θέματα. Κατὰ τὴν συνεδρίασιν ἐλήφθησαν ἀποφάσεις διὰ τὴν ὀργάνωσιν τῶν ὑπηρεσιῶν καὶ τὴν κατάρτισιν τοῦ προγράμματος. Ἡ ἐπιτροπὴ ἤκουσε τὰς ἀπόψεις τῶν ἐκπροσώπων καὶ θὰ ὑποβάλῃ τὸ πόρισμά της εἰς τὸ ὑπουργικὸν συμβούλιον. Αἱ συζητήσεις διεξήχθησαν ἐν ἀτμοσφαίρᾳ ἀμοιβαίας κατανοήσεως. Οἱ ἐκπρόσωποι τῶν κλάδων ἐξέθεσαν τὰ αἰτήματά των, τὰ ὁποῖα θὰ μελετηθοῦν ἐκ μέρους τῆς κυβερνήσεως. ΑΘΗΝΑΙ, 20. — Ὁ κ. ὑπουργὸς ἀνεκοίνωσε χθὲς ὅτι αἱ ἐργασίαι θὰ συνεχισθοῦν κατὰ τὴν προσεχῆ ἑβδομάδα, ἐνῷ αἱ ἁρμόδιαι ὑπηρεσίαι ἐξετάζουν τὰ σχετικὰ θέματα. Κατὰ τὴν συνεδρίασιν ἐλήφθησαν ἀποφάσεις διὰ τὴν ὀργάνωσιν τῶν ὑπηρεσιῶν καὶ τὴν κατάρτισιν τοῦ προγράμματος. Ἡ ἐπιτροπὴ ἤκουσε τὰς ἀπόψεις τῶν ἐκπροσώπων καὶ θὰ ὑποβάλῃ τὸ πόρισμά της εἰς τὸ ὑπουργικὸν συμβούλιον. Αἱ συζητήσεις διεξήχθησαν ἐν ἀτμοσφαίρᾳ ἀμοιβαίας κατανοήσεως. Οἱ ἐκπρόσωποι τῶν κλάδων ἐξέθεσαν τὰ αἰτήματά των, τὰ ὁποῖα θὰ μελετηθοῦν ἐκ μέρους τῆς κυβερνήσεως. ΑΘΗΝΑΙ, 20. — Ὁ κ. ὑπουργὸς ἀνεκοίνωσε χθὲς ὅτι αἱ ἐργασίαι θὰ συνεχισθοῦν κατὰ τὴν προσεχῆ ἑβδομάδα, ἐνῷ αἱ ἁρμόδιαι ὑπηρεσίαι ἐξετάζουν τὰ σχετικὰ θέματα. Κατὰ τὴν συνεδρίασιν ἐλήφθησαν ἀποφάσεις διὰ τὴν ὀργάνωσιν τῶν ὑπηρεσιῶν καὶ τὴν κατάρτισιν τοῦ προγράμματος. Ἡ ἐπιτροπὴ ἤκουσε τὰς ἀπόψεις τῶν ἐκπροσώπων καὶ θὰ ὑποβάλῃ τὸ πόρισμά της εἰς τὸ ὑπουργικὸν συμβούλιον. Αἱ συζητήσεις διεξήχθησαν ἐν ἀτμοσφαίρᾳ ἀμοιβαίας κατανοήσεως. Οἱ ἐκπρόσωποι τῶν κλάδων ἐξέθεσαν τὰ αἰτήματά των, τὰ ὁποῖα θὰ μελετηθοῦν ἐκ μέρους τῆς κυβερνήσεως. ΑΘΗΝΑΙ, 20. — Ὁ κ. ὑπουργὸς ἀνεκοίνωσε χθὲς ὅτι αἱ ἐργασίαι θὰ συνεχισθοῦν κατὰ τὴν προσεχῆ ἑβδομάδα, ἐνῷ αἱ ἁρμόδιαι ὑπηρεσίαι ἐξετάζουν τὰ σχετικὰ θέματα. Κατὰ τὴν συνεδρίασιν ἐλήφθησαν ἀποφάσεις διὰ τὴν ὀργάνωσιν τῶν ὑπηρεσιῶν καὶ τὴν κατάρτισιν τοῦ προγράμματος. Ἡ ἐπιτροπὴ ἤκουσε τὰς ἀπόψεις τῶν ἐκπροσώπων καὶ θὰ ὑποβάλῃ τὸ πόρισμά της εἰς τὸ ὑπουργικὸν συμβούλιον. Αἱ συζητήσεις διεξήχθησαν ἐν ἀτμοσφαίρᾳ ἀμοιβαίας κατανοήσεως. Οἱ ἐκπρόσωποι τῶν κλάδων ἐξέθεσαν τὰ αἰτήματά των, τὰ ὁποῖα θὰ μελετηθοῦν ἐκ μέρους τῆς κυβερνήσεως. ΑΘΗΝΑΙ, 20. — Ὁ κ. ὑπουργὸς ἀνεκοίνωσε χθὲς ὅτι αἱ ἐργασίαι θὰ συνεχισθοῦν κατὰ τὴν προσεχῆ ἑβδομάδα, ἐνῷ αἱ ἁρμόδιαι ὑπηρεσίαι ἐξετάζουν τὰ σχετικὰ θέματα. Κατὰ τὴν συνεδρίασιν ἐλήφθησαν ἀποφάσεις διὰ τὴν ὀργάνωσιν τῶν ὑπηρεσιῶν καὶ τὴν κατάρτισιν τοῦ προγράμματος. Ἡ ἐπιτροπὴ ἤκουσε τὰς ἀπόψεις τῶν ἐκπροσώπων καὶ θὰ ὑποβάλῃ τὸ πόρισμά της εἰς τὸ ὑπουργικὸν συμβούλιον. Αἱ συζητήσεις διεξήχθησαν ἐν ἀτμοσφαίρᾳ ἀμοιβαίας κατανοήσεως. Οἱ ἐκπρόσωποι τῶν κλάδων ἐξέθεσαν τὰ αἰτήματά των, τὰ ὁποῖα θὰ μελετηθοῦν ἐκ μέρους τῆς κυβερνήσεως. ΑΘΗΝΑΙ, 20. — Ὁ κ. ὑπουργὸς ἀνεκοίνωσε χθὲς ὅτι αἱ ἐργασίαι θὰ συνεχισθοῦν κατὰ τὴν προσεχῆ ἑβδομάδα, ἐνῷ αἱ ἁρμόδιαι ὑπηρεσίαι ἐξετάζουν τὰ σχετικὰ θέματα. Κατὰ τὴν συνεδρίασιν ἐλήφθησαν ἀποφάσεις διὰ τὴν ὀργάνωσιν τῶν ὑπηρεσιῶν καὶ τὴν κατάρτισιν τοῦ προγράμματος. Ἡ ἐπιτροπὴ ἤκουσε τὰς ἀπόψεις τῶν ἐκπροσώπων καὶ θὰ ὑποβάλῃ τὸ πόρισμά της εἰς τὸ ὑπουργικὸν συμβούλιον. Αἱ συζητήσεις: [416, 1412, 809, 2196]
article-body: ΑΘΗΝΑΙ, 20. — Ὁ κ. ὑπουργὸς ἀνεκοίνωσε χθὲς ὅτι αἱ ἐργασίαι θὰ συνεχισθοῦν κατὰ τὴν προσεχῆ ἑβδομάδα, ἐνῷ αἱ ἁρμόδιαι ὑπηρεσίαι ἐξετάζουν τὰ σχετικὰ θέματα. Κατὰ τὴν συνεδρίασιν ἐλήφθησαν ἀποφάσεις διὰ τὴν ὀργάνωσιν τῶν ὑπηρεσιῶν καὶ τὴν κατάρτισιν τοῦ προγράμματος. Ἡ: [817, 1796, 1141, 1833]
headline-nuclear: ΓΕΝΙΚΗ ΙΚΑΝΟΠΟΙΗΣΙΣ ΕΚ ΤΗΣ ΜΕΙΩΣΕΩΣ ΤΗΣ ΠΑΡΑΓΩΓΗΣ ΤΩΝ ΠΥΡΗΝΙΚΩΝ ΟΠΛΩΝ: [456, 1377, 769, 1409]
photo-caption: Οἱ κ.κ. Μιχαὴλ καὶ Γκίνης, μετὰ βραβευθέντων, κατὰ τὴν τελετὴν εἰς Θεσσαλονίκην.: [14, 1574, 349, 1584]
article-body: ΑΘΗΝΑΙ, 20. — Ὁ κ. ὑπουργὸς ἀνεκοίνωσε χθὲς ὅτι αἱ ἐργασίαι θὰ συνεχισθοῦν κατὰ τὴν προσεχῆ ἑβδομάδα, ἐνῷ αἱ ἁρμόδιαι ὑπηρεσίαι ἐξετάζουν τὰ σχετικὰ θέματα. Κατὰ τὴν συνεδρίασιν ἐλήφθησαν ἀποφάσεις διὰ τὴν ὀργάνωσιν τῶν ὑπηρεσιῶν καὶ τὴν κατάρτισιν τοῦ προγράμματος. Ἡ ἐπιτροπὴ ἤκουσε τὰς ἀπόψεις τῶν ἐκπροσώπων καὶ θὰ ὑποβάλῃ τὸ πόρισμά της εἰς τὸ ὑπουργικὸν συμβούλιον. Αἱ συζητήσεις διεξήχθησαν ἐν ἀτμοσφαίρᾳ ἀμοιβαίας κατανοήσεως. Οἱ ἐκπρόσωποι τῶν κλάδων ἐξέθεσαν τὰ αἰτήματά των, τὰ ὁποῖα θὰ μελετηθοῦν ἐκ μέρους τῆς κυβερνήσεως. ΑΘΗΝΑΙ, 20. — Ὁ κ. ὑπουργὸς ἀνεκοίνωσε χθὲς ὅτι αἱ ἐργασίαι θὰ συνεχισθοῦν κατὰ τὴν προσεχῆ ἑβδομάδα, ἐνῷ αἱ ἁρμόδιαι ὑπηρεσίαι ἐξετάζουν τὰ σχετικὰ θέματα. Κατὰ τὴν συνεδρίασιν ἐλήφθησαν ἀποφάσεις διὰ τὴν ὀργάνωσιν τῶν ὑπηρεσιῶν καὶ τὴν κατάρτισιν τοῦ προγράμματος. Ἡ ἐπιτροπὴ ἤκουσε τὰς ἀπόψεις τῶν ἐκπροσώπων καὶ θὰ ὑποβάλῃ τὸ πόρισμά της εἰς τὸ ὑπουργικὸν συμβούλιον. Αἱ συζητήσεις διεξήχθησαν ἐν ἀτμοσφαίρᾳ ἀμοιβαίας κατανοήσεως. Οἱ ἐκπρόσωποι τῶν κλάδων ἐξέθεσαν τὰ αἰτήματά των, τὰ ὁποῖα θὰ μελετηθοῦν ἐκ μέρους τῆς κυβερνήσεως. ΑΘΗΝΑΙ, 20. — Ὁ κ. ὑπουργὸς ἀνεκοίνωσε χθὲς ὅτι αἱ ἐργασίαι θὰ συνεχισθοῦν κατὰ τὴν προσεχῆ ἑβδομάδα, ἐνῷ αἱ ἁρμόδιαι ὑπηρεσίαι ἐξετάζουν τὰ σχετικὰ θέματα. Κατὰ τὴν συνεδρίασιν ἐλήφθησαν ἀποφάσεις διὰ τὴν ὀργάνωσιν τῶν ὑπηρεσιῶν καὶ τὴν κατάρτισιν τοῦ προγράμματος. Ἡ ἐπιτροπὴ ἤκουσε τὰς ἀπόψεις τῶν ἐκπροσώπων καὶ θὰ ὑποβάλῃ τὸ πόρισμά της εἰς τὸ ὑπουργικὸν συμβούλιον. Αἱ συζητήσεις διεξήχθησαν ἐν ἀτμοσφαίρᾳ ἀμοιβαίας κατανοήσεως. Οἱ ἐκπρόσωποι τῶν κλάδων ἐξέθεσαν τὰ αἰτήματά των, τὰ ὁποῖα θὰ μελετηθοῦν ἐκ μέρους τῆς κυβερνήσεως. ΑΘΗΝΑΙ, 20. — Ὁ κ. ὑπουργὸς ἀνεκοίνωσε χθὲς ὅτι αἱ ἐργασίαι θὰ συνεχισθοῦν κατὰ τὴν προσεχῆ ἑβδομάδα, ἐνῷ αἱ ἁρμόδιαι ὑπηρεσίαι ἐξετάζουν τὰ σχετικὰ θέματα. Κατὰ τὴν συνεδρίασιν ἐλήφθησαν ἀποφάσεις διὰ τὴν ὀργάνωσιν τῶν ὑπηρεσιῶν καὶ τὴν κατάρτισιν τοῦ προγράμματος. Ἡ ἐπιτροπὴ ἤκουσε τὰς ἀπόψεις τῶν ἐκπροσώπων καὶ θὰ ὑποβάλῃ τὸ πόρισμά της εἰς τὸ ὑπουργικὸν συμβούλιον. Αἱ συζητήσεις διεξήχθησαν ἐν ἀτμοσφαίρᾳ ἀμοιβαίας κατανοήσεως. Οἱ ἐκπρόσωποι τῶν κλάδων ἐξέθεσαν τὰ αἰτήματά των, τὰ ὁποῖα θὰ μελετηθοῦν ἐκ μέρους τῆς κυβερνήσεως. ΑΘΗΝΑΙ, 20. — Ὁ κ. ὑπουργὸς ἀνεκοίνωσε χθὲς ὅτι αἱ ἐργασίαι θὰ συνεχισθοῦν κατὰ τὴν προσεχῆ ἑβδομάδα, ἐνῷ αἱ ἁρμόδιαι ὑπηρεσίαι ἐξετάζουν τὰ σχετικὰ θέματα. Κατὰ τὴν συνεδρίασιν ἐλήφθησαν ἀποφάσεις διὰ τὴν ὀργάνωσιν τῶν ὑπηρεσιῶν καὶ τὴν κατάρτισιν τοῦ προγράμματος. Ἡ ἐπιτροπὴ ἤκουσε τὰς ἀπόψεις τῶν ἐκπροσώπων καὶ θὰ ὑποβάλῃ τὸ πόρισμά της εἰς τὸ ὑπουργικὸν συμβούλιον. Αἱ συζητήσεις διεξήχθησαν ἐν ἀτμοσφαίρᾳ ἀμοιβαίας κατανοήσεως. Οἱ ἐκπρόσωποι τῶν κλάδων ἐξέθεσαν τὰ αἰτήματά των, τὰ ὁποῖα θὰ μελετηθοῦν ἐκ μέρους τῆς κυβερνήσεως. ΑΘΗΝΑΙ, 20. — Ὁ κ. ὑπουργὸς ἀνεκοίνωσε χθὲς ὅτι αἱ ἐργασίαι θὰ συνεχισθοῦν κατὰ τὴν προσεχῆ ἑβδομάδα, ἐνῷ αἱ ἁρμόδιαι ὑπηρεσίαι ἐξετάζουν τὰ σχετικὰ θέματα. Κατὰ τὴν συνεδρίασιν ἐλήφθησαν ἀποφάσεις διὰ τὴν ὀργάνωσιν τῶν ὑπηρεσιῶν καὶ τὴν κατάρτισιν τοῦ προγράμματος. Ἡ ἐπιτροπὴ ἤκουσε τὰς ἀπόψεις τῶν ἐκπροσώπων καὶ θὰ ὑποβάλῃ τὸ πόρισμά της εἰς τὸ ὑπουργικὸν συμβούλιον. Αἱ συζητήσεις διεξήχθησαν ἐν ἀτμοσφαίρᾳ ἀμοιβαίας κατανοήσεως. Οἱ ἐκπρόσωποι τῶν κλάδων ἐξέθεσαν τὰ αἰτήματά των, τὰ ὁποῖα θὰ μελετηθοῦν ἐκ μέρους τῆς κυβερνήσεως. ΑΘΗΝΑΙ, 20. — Ὁ κ. ὑπουργὸς ἀνεκοίνωσε χθὲς ὅτι αἱ ἐργασίαι θὰ συνεχισθοῦν κατὰ τὴν προσεχῆ ἑβδομάδα, ἐνῷ αἱ ἁρμόδιαι ὑπηρεσίαι ἐξετάζουν τὰ σχετικὰ θέματα. Κατὰ τὴν συνεδρίασιν ἐλήφθησαν ἀποφάσεις διὰ τὴν ὀργάνωσιν τῶν ὑπηρεσιῶν καὶ τὴν κατάρτισιν τοῦ προγράμματος. Ἡ ἐπιτροπὴ ἤκουσε τὰς ἀπόψεις τῶν ἐκπροσώπων καὶ θὰ ὑποβάλῃ τὸ πόρισμά της εἰς τὸ ὑπουργικὸν συμβούλιον. Αἱ συζητήσεις διεξήχθησαν ἐν ἀτμοσφαίρᾳ ἀμοιβαίας κατανοήσεως. Οἱ ἐκπρόσωποι τῶν κλάδων ἐξέθεσαν τὰ αἰτήματά των, τὰ ὁποῖα θὰ μελετηθοῦν ἐκ μέρους τῆς κυβερνήσεως. ΑΘΗΝΑΙ, 20. — Ὁ κ. ὑπουργὸς ἀνεκοίνωσε χθὲς ὅτι αἱ ἐργασίαι θὰ συνεχισθοῦν κατὰ τὴν προσεχῆ ἑβδομάδα, ἐνῷ αἱ ἁρμόδιαι ὑπηρεσίαι ἐξετάζουν τὰ σχετικὰ θέματα. Κατὰ τὴν συνεδρίασιν ἐλήφθησαν ἀποφάσεις διὰ τὴν ὀργάνωσιν τῶν ὑπηρεσιῶν καὶ τὴν κατάρτισιν τοῦ προγράμματος. Ἡ ἐπιτροπὴ ἤκουσε τὰς ἀπόψεις τῶν ἐκπροσώπων καὶ θὰ ὑποβάλῃ τὸ πόρισμά της: [1149, 1518, 1554, 1943]
headline-japanese-ship: ΙΑΠΩΝΙΚΟΝ ΣΥΝΕΚΡΟΥΣΘΗ ΜΕ ΝΟΡΒΗΓΙΚΟΝ ΣΚΑΦΟΣ ΠΛΗΣΙΟΝ ΦΑΡΟΥ ΠΑΡΑ ΤΟΝ ΛΙΜΕΝΑ ΤΗΣ ΣΙΓΚΑΠΟΥΡΗΣ: [1150, 1243, 1553, 1277]
article-body: ΑΘΗΝΑΙ, 20. — Ὁ κ. ὑπουργὸς ἀνεκοίνωσε χθὲς ὅτι αἱ ἐργασίαι θὰ συνεχισθοῦν κατὰ τὴν προσεχῆ ἑβδομάδα, ἐνῷ αἱ ἁρμόδιαι ὑπηρεσίαι ἐξετάζουν τὰ σχετικὰ θέματα. Κατὰ τὴν συνεδρίασιν ἐλήφθησαν ἀποφάσεις διὰ τὴν ὀργάνωσιν τῶν ὑπηρεσιῶν καὶ τὴν κατάρτισιν τοῦ προγράμματος. Ἡ ἐπιτροπὴ ἤκουσε τὰς ἀπόψεις τῶν ἐκπροσώπων καὶ θὰ ὑποβάλῃ τὸ πόρισμά της εἰς τὸ ὑπουργικὸν συμβούλιον. Αἱ συζητήσεις διεξήχθησαν ἐν ἀτμοσφαίρᾳ ἀμοιβαίας κατανοήσεως. Οἱ ἐκπρόσωποι τῶν κλάδων ἐξέθεσαν τὰ αἰτήματά των, τὰ ὁποῖα θὰ μελετηθοῦν ἐκ μέρους τῆς κυβερνήσεως. ΑΘΗΝΑΙ, 20. — Ὁ κ. ὑπουργὸς ἀνεκοίνωσε χθὲς ὅτι αἱ ἐργασίαι θὰ συνεχισθοῦν κατὰ τὴν προσεχῆ ἑβδομάδα, ἐνῷ αἱ ἁρμόδιαι ὑπηρεσίαι ἐξετάζουν τὰ σχετικὰ θέματα. Κατὰ τὴν συνεδρίασιν ἐλήφθησαν ἀποφάσεις διὰ τὴν ὀργάνωσιν τῶν ὑπηρεσιῶν καὶ τὴν κατάρτισιν τοῦ προγράμματος. Ἡ ἐπιτροπὴ ἤκουσε τὰς: [817, 952, 1141, 1063]
column-2: [416, 0, 809, 2343]
subheadline: ΠΑΡΑΜΕΝΟΥΝ 600 Ή 800 ΜΟΝΟΝ ΩΣ ΕΚΠΑΙΔΕΥΤΑΙ.- ΠΑΡΑΔΙΔΟΥΝ ΤΑΣ ΕΓΚΑΤΑΣΤΑΣΕΙΣ ΤΩΝ ΕΙΣ ΤΟΥΣ ΚΟΥΒΑΝΟΥΣ.-: [421, 415, 804, 464]
article-body: ΑΘΗΝΑΙ, 20. — Ὁ κ. ὑπουργὸς ἀνεκοίνωσε χθὲς ὅτι αἱ ἐργασίαι θὰ συνεχισθοῦν κατὰ τὴν προσεχῆ ἑβδομάδα, ἐνῷ αἱ ἁρμόδιαι ὑπηρεσίαι ἐξετάζουν τὰ σχετικὰ θέματα. Κατὰ τὴν συνεδρίασιν ἐλήφθησαν ἀποφάσεις διὰ τὴν ὀργάνωσιν τῶν ὑπηρεσιῶν καὶ τὴν κατάρτισιν τοῦ προγράμματος. Ἡ: [817, 1656, 1141, 1693]
article-body: ΑΘΗΝΑΙ, 20. — Ὁ κ. ὑπουργὸς ἀνεκοίνωσε χθὲς ὅτι αἱ ἐργασίαι θὰ συνεχισθοῦν κατὰ τὴν προσεχῆ ἑβδομάδα, ἐνῷ αἱ ἁρμόδιαι ὑπηρεσίαι ἐξετάζουν τὰ σχετικὰ θέματα. Κατὰ τὴν συνεδρίασιν ἐλήφθησαν ἀποφάσεις διὰ τὴν ὀργάνωσιν τῶν ὑπηρεσιῶν καὶ τὴν κατάρτισιν τοῦ προγράμματος. Ἡ ἐπιτροπὴ ἤκουσε τὰς ἀπόψεις τῶν ἐκπροσώπων καὶ θὰ ὑποβάλῃ τὸ πόρισμά της εἰς τὸ ὑπουργικὸν συμβούλιον. Αἱ συζητήσεις διεξήχθησαν ἐν ἀτμοσφαίρᾳ ἀμοιβαίας κατανοήσεως. Οἱ ἐκπρόσωποι τῶν κλάδων ἐξέθεσαν τὰ αἰτήματά των, τὰ ὁποῖα θὰ μελετηθοῦν ἐκ μέρους τῆς κυβερνήσεως. ΑΘΗΝΑΙ, 20. — Ὁ κ. ὑπουργὸς ἀνεκοίνωσε χθὲς ὅτι αἱ ἐργασίαι θὰ συνεχισθοῦν κατὰ τὴν προσεχῆ ἑβδομάδα, ἐνῷ αἱ ἁρμόδιαι ὑπηρεσίαι ἐξετάζουν τὰ σχετικὰ θέματα. Κατὰ τὴν συνεδρίασιν ἐλήφθησαν ἀποφάσεις διὰ τὴν ὀργάνωσιν τῶν ὑπηρεσιῶν καὶ τὴν κατάρτισιν τοῦ προγράμματος. Ἡ ἐπιτροπὴ ἤκουσε τὰς ἀπόψεις τῶν ἐκπροσώπων καὶ θὰ ὑποβάλῃ τὸ πόρισμά της εἰς τὸ ὑπουργικὸν συμβούλιον. Αἱ συζητήσεις διεξήχθησαν ἐν ἀτμοσφαίρᾳ ἀμοιβαίας κατανοήσεως. Οἱ ἐκπρόσωποι τῶν κλάδων ἐξέθεσαν τὰ αἰτήματά των, τὰ ὁποῖα θὰ μελετηθοῦν ἐκ μέρους τῆς κυβερνήσεως. ΑΘΗΝΑΙ, 20. — Ὁ κ. ὑπουργὸς ἀνεκοίνωσε χθὲς ὅτι αἱ ἐργασίαι θὰ συνεχισθοῦν κατὰ τὴν προσεχῆ ἑβδομάδα, ἐνῷ αἱ ἁρμόδιαι ὑπηρεσίαι ἐξετάζουν τὰ σχετικὰ θέματα. Κατὰ τὴν συνεδρίασιν ἐλήφθησαν ἀποφάσεις διὰ τὴν ὀργάνωσιν τῶν ὑπηρεσιῶν καὶ τὴν κατάρτισιν τοῦ προγράμματος. Ἡ ἐπιτροπὴ ἤκουσε τὰς ἀπόψεις τῶν ἐκπροσώπων καὶ θὰ ὑποβάλῃ τὸ πόρισμά της εἰς τὸ ὑπουργικὸν συμβούλιον. Αἱ συζητήσεις διεξήχθησαν ἐν ἀτμοσφαίρᾳ ἀμοιβαίας κατανοήσεως. Οἱ ἐκπρόσωποι τῶν κλάδων ἐξέθεσαν τὰ αἰτήματά των, τὰ ὁποῖα θὰ μελετηθοῦν ἐκ μέρους τῆς κυβερνήσεως. ΑΘΗΝΑΙ, 20. — Ὁ κ. ὑπουργὸς ἀνεκοίνωσε χθὲς ὅτι αἱ ἐργασίαι θὰ συνεχισθοῦν κατὰ τὴν προσεχῆ ἑβδομάδα, ἐνῷ αἱ ἁρμόδιαι ὑπηρεσίαι ἐξετάζουν τὰ σχετικὰ θέματα. Κατὰ τὴν συνεδρίασιν ἐλήφθησαν ἀποφάσεις διὰ τὴν ὀργάνωσιν τῶν ὑπηρεσιῶν καὶ τὴν κατάρτισιν: [1149, 1994, 1554, 2189]
article-body: ΑΘΗΝΑΙ, 20. — Ὁ κ. ὑπουργὸς ἀνεκοίνωσε χθὲς ὅτι αἱ ἐργασίαι θὰ συνεχισθοῦν κατὰ τὴν προσεχῆ ἑβδομάδα, ἐνῷ αἱ ἁρμόδιαι ὑπηρεσίαι ἐξετάζουν τὰ σχετικὰ θέματα. Κατὰ τὴν συνεδρίασιν ἐλήφθησαν ἀποφάσεις διὰ τὴν ὀργάνωσιν τῶν ὑπηρεσιῶν καὶ τὴν κατάρτισιν τοῦ προγράμματος. Ἡ ἐπιτροπὴ ἤκουσε τὰς ἀπόψεις τῶν ἐκπροσώπων καὶ θὰ ὑποβάλῃ τὸ πόρισμά της εἰς τὸ ὑπουργικὸν συμβούλιον. Αἱ συζητήσεις διεξήχθησαν ἐν ἀτμοσφαίρᾳ ἀμοιβαίας κατανοήσεως. Οἱ ἐκπρόσωποι τῶν κλάδων ἐξέθεσαν τὰ αἰτήματά των, τὰ ὁποῖα θὰ μελετηθοῦν ἐκ μέρους τῆς κυβερνήσεως. ΑΘΗΝΑΙ, 20. — Ὁ κ. ὑπουργὸς ἀνεκοίνωσε χθὲς ὅτι αἱ ἐργασίαι θὰ συνεχισθοῦν κατὰ τὴν προσεχῆ ἑβδομάδα, ἐνῷ αἱ ἁρμόδιαι ὑπηρεσίαι ἐξετάζουν τὰ σχετικὰ θέματα. Κατὰ τὴν συνεδρίασιν ἐλήφθησαν ἀποφάσεις διὰ τὴν ὀργάνωσιν τῶν ὑπηρεσιῶν καὶ τὴν κατάρτισιν τοῦ προγράμματος. Ἡ ἐπιτροπὴ ἤκουσε τὰς ἀπόψεις τῶν ἐκπροσώπων καὶ θὰ ὑποβάλῃ τὸ πόρισμά της εἰς τὸ ὑπουργικὸν συμβούλιον. Αἱ συζητήσεις διεξήχθησαν ἐν ἀτμοσφαίρᾳ ἀμοιβαίας κατανοήσεως. Οἱ ἐκπρόσωποι τῶν κλάδων ἐξέθεσαν τὰ αἰτήματά των, τὰ ὁποῖα θὰ μελετηθοῦν ἐκ μέρους τῆς κυβερνήσεως. ΑΘΗΝΑΙ, 20. — Ὁ κ. ὑπουργὸς ἀνεκοίνωσε χθὲς ὅτι αἱ ἐργασίαι θὰ συνεχισθοῦν κατὰ τὴν προσεχῆ ἑβδομάδα, ἐνῷ αἱ ἁρμόδιαι ὑπηρεσίαι ἐξετάζουν τὰ σχετικὰ θέματα.: [817, 381, 1141, 548]
headline-tsirimokos: Ο κ. ΤΣΙΡΙΜΩΚΟΣ ΕΤΟΝΙΣΕΝ ΕΙΣ ΟΜΙΛΙΑΝ ΤΟΥ, ΟΤΙ Η ΒΟΥΛΗ ΘΑ ΖΗΣΗ ΤΕΣΣΑΡΑ ΕΤΗ ΜΕ ΣΥΜΠΑΓΗ ΔΗΜΟΚΡΑΤΙΚΗΝ ΠΛΕΙΟΨΗΦΙΑΝ: [1152, 1460, 1550, 1514]
item-gold: ΚΑΙ ΝΕΑΙ ΑΠΟΣΤΟΛΑΙ ΡΩΣΙΚΟΥ ΧΡΥΣΟΥ ΕΙΣ ΤΗΝ ΓΑΛΛΙΑΝ: [825, 1173, 1133, 1204]
kicker: ΣΟΒΑΡΑΙ ΕΞΕΛΙΞΕΙΣ ΕΙΣ ΤΗΝ Α' ΕΘΝΙΚΗΝ: [26, 2, 395, 20]
article-body: ΑΘΗΝΑΙ, 20. — Ὁ κ. ὑπουργὸς ἀνεκοίνωσε χθὲς ὅτι αἱ ἐργασίαι θὰ συνεχισθοῦν κατὰ τὴν προσεχῆ ἑβδομάδα, ἐνῷ αἱ ἁρμόδιαι ὑπηρεσίαι ἐξετάζουν τὰ σχετικὰ θέματα. Κατὰ τὴν συνεδρίασιν ἐλήφθησαν ἀποφάσεις διὰ τὴν ὀργάνωσιν τῶν ὑπηρεσιῶν καὶ τὴν κατάρτισιν τοῦ προγράμματος. Ἡ ἐπιτροπὴ ἤκουσε τὰς ἀπόψεις τῶν ἐκπροσώπων καὶ θὰ ὑποβάλῃ τὸ πόρισμά της εἰς τὸ ὑπουργικὸν συμβούλιον. Αἱ συζητήσεις διεξήχθησαν ἐν ἀτμοσφαίρᾳ ἀμοιβαίας κατανοήσεως. Οἱ ἐκπρόσωποι τῶν κλάδων ἐξέθεσαν τὰ αἰτήματά των, τὰ ὁποῖα θὰ μελετηθοῦν ἐκ μέρους τῆς κυβερνήσεως. ΑΘΗΝΑΙ, 20. — Ὁ κ. ὑπουργὸς ἀνεκοίνωσε χθὲς ὅτι αἱ ἐργασίαι θὰ συνεχισθοῦν κατὰ τὴν προσεχῆ ἑβδομάδα, ἐνῷ αἱ ἁρμόδιαι ὑπηρεσίαι ἐξετάζουν τὰ σχετικὰ θέματα. Κατὰ τὴν συνεδρίασιν ἐλήφθησαν ἀποφάσεις διὰ τὴν ὀργάνωσιν τῶν ὑπηρεσιῶν καὶ τὴν κατάρτισιν τοῦ προγράμματος. Ἡ ἐπιτροπὴ ἤκουσε τὰς ἀπόψεις τῶν ἐκπροσώπων καὶ θὰ ὑποβάλῃ τὸ πόρισμά της εἰς τὸ ὑπουργικὸν συμβούλιον. Αἱ συζητήσεις διεξήχθησαν ἐν ἀτμοσφαίρᾳ ἀμοιβαίας κατανοήσεως. Οἱ ἐκπρόσωποι τῶν κλάδων ἐξέθεσαν τὰ αἰτήματά των, τὰ ὁποῖα θὰ μελετηθοῦν ἐκ μέρους τῆς κυβερνήσεως. ΑΘΗΝΑΙ, 20. — Ὁ κ. ὑπουργὸς ἀνεκοίνωσε χθὲς ὅτι αἱ ἐργασίαι θὰ συνεχισθοῦν κατὰ τὴν προσεχῆ ἑβδομάδα, ἐνῷ αἱ ἁρμόδιαι ὑπηρεσίαι ἐξετάζουν τὰ σχετικὰ θέματα. Κατὰ τὴν συνεδρίασιν ἐλήφθησαν ἀποφάσεις διὰ τὴν ὀργάνωσιν τῶν ὑπηρεσιῶν καὶ τὴν κατάρτισιν τοῦ προγράμματος. Ἡ ἐπιτροπὴ ἤκουσε τὰς ἀπόψεις τῶν ἐκπροσώπων καὶ θὰ ὑποβάλῃ τὸ πόρισμά της εἰς τὸ ὑπουργικὸν συμβούλιον. Αἱ συζητήσεις διεξήχθησαν ἐν ἀτμοσφαίρᾳ ἀμοιβαίας κατανοήσεως. Οἱ ἐκπρόσωποι τῶν κλάδων ἐξέθεσαν τὰ αἰτήματά των, τὰ ὁποῖα θὰ μελετηθοῦν ἐκ μέρους τῆς κυβερνήσεως. ΑΘΗΝΑΙ, 20. — Ὁ κ. ὑπουργὸς ἀνεκοίνωσε χθὲς ὅτι αἱ ἐργασίαι θὰ συνεχισθοῦν κατὰ τὴν προσεχῆ ἑβδομάδα, ἐνῷ αἱ ἁρμόδιαι ὑπηρεσίαι ἐξετάζουν τὰ σχετικὰ θέματα. Κατὰ τὴν συνεδρίασιν ἐλήφθησαν ἀποφάσεις διὰ τὴν ὀργάνωσιν τῶν ὑπηρεσιῶν καὶ τὴν κατάρτισιν τοῦ προγράμματος. Ἡ ἐπιτροπὴ ἤκουσε τὰς ἀπόψεις τῶν ἐκπροσώπων καὶ θὰ ὑποβάλῃ τὸ πόρισμά της εἰς τὸ ὑπουργικὸν συμβούλιον. Αἱ συζητήσεις διεξήχθησαν ἐν ἀτμοσφαίρᾳ ἀμοιβαίας κατανοήσεως. Οἱ ἐκπρόσωποι τῶν κλάδων ἐξέθεσαν τὰ αἰτήματά των, τὰ ὁποῖα θὰ μελετηθοῦν ἐκ μέρους τῆς κυβερνήσεως. ΑΘΗΝΑΙ, 20. — Ὁ κ. ὑπουργὸς ἀνεκοίνωσε χθὲς ὅτι αἱ ἐργασίαι θὰ συνεχισθοῦν κατὰ τὴν προσεχῆ ἑβδομάδα, ἐνῷ αἱ ἁρμόδιαι ὑπηρεσίαι ἐξετάζουν τὰ σχετικὰ θέματα. Κατὰ τὴν συνεδρίασιν ἐλήφθησαν ἀποφάσεις διὰ τὴν ὀργάνωσιν τῶν ὑπηρεσιῶν καὶ τὴν κατάρτισιν τοῦ προγράμματος. Ἡ ἐπιτροπὴ ἤκουσε τὰς ἀπόψεις τῶν ἐκπροσώπων καὶ θὰ ὑποβάλῃ τὸ πόρισμά της εἰς τὸ ὑπουργικὸν συμβούλιον. Αἱ συζητήσεις διεξήχθησαν ἐν ἀτμοσφαίρᾳ ἀμοιβαίας κατανοήσεως. Οἱ ἐκπρόσωποι τῶν κλάδων ἐξέθεσαν τὰ αἰτήματά των, τὰ ὁποῖα θὰ μελετηθοῦν ἐκ μέρους τῆς κυβερνήσεως. ΑΘΗΝΑΙ, 20. — Ὁ κ. ὑπουργὸς ἀνεκοίνωσε χθὲς ὅτι αἱ ἐργασίαι θὰ συνεχισθοῦν κατὰ τὴν προσεχῆ ἑβδομάδα, ἐνῷ αἱ ἁρμόδιαι ὑπηρεσίαι ἐξετάζουν τὰ σχετικὰ θέματα. Κατὰ τὴν συνεδρίασιν ἐλήφθησαν ἀποφάσεις διὰ τὴν ὀργάνωσιν τῶν ὑπηρεσιῶν καὶ τὴν κατάρτισιν τοῦ προγράμματος. Ἡ ἐπιτροπὴ ἤκουσε τὰς ἀπόψεις τῶν ἐκπροσώπων καὶ θὰ ὑποβάλῃ τὸ πόρισμά της εἰς τὸ ὑπουργικὸν συμβούλιον. Αἱ συζητήσεις διεξήχθησαν ἐν ἀτμοσφαίρᾳ ἀμοιβαίας κατανοήσεως. Οἱ ἐκπρόσωποι τῶν κλάδων ἐξέθεσαν τὰ αἰτήματά των, τὰ ὁποῖα θὰ μελετηθοῦν ἐκ μέρους τῆς κυβερνήσεως. ΑΘΗΝΑΙ, 20. — Ὁ κ. ὑπουργὸς ἀνεκοίνωσε χθὲς ὅτι αἱ ἐργασίαι θὰ συνεχισθοῦν κατὰ τὴν προσεχῆ ἑβδομάδα, ἐνῷ αἱ ἁρμόδιαι ὑπηρεσίαι ἐξετάζουν τὰ σχετικὰ θέματα. Κατὰ τὴν συνεδρίασιν ἐλήφθησαν ἀποφάσεις διὰ τὴν ὀργάνωσιν τῶν ὑπηρεσιῶν καὶ τὴν κατάρτισιν τοῦ προγράμματος. Ἡ ἐπιτροπὴ ἤκουσε τὰς ἀπόψεις τῶν ἐκπροσώπων καὶ θὰ ὑποβάλῃ τὸ πόρισμά της εἰς τὸ ὑπουργικὸν συμβούλιον. Αἱ συζητήσεις διεξήχθησαν ἐν ἀτμοσφαίρᾳ ἀμοιβαίας κατανοήσεως. Οἱ ἐκπρόσωποι τῶν κλάδων ἐξέθεσαν τὰ αἰτήματά των, τὰ ὁποῖα θὰ μελετηθοῦν ἐκ μέρους τῆς κυβερνήσεως. ΑΘΗΝΑΙ, 20. — Ὁ κ. ὑπουργὸς ἀνεκοίνωσε χθὲς ὅτι αἱ ἐργασίαι θὰ συνεχισθοῦν κατὰ τὴν προσεχῆ ἑβδομάδα, ἐνῷ αἱ ἁρμόδιαι ὑπηρεσίαι ἐξετάζουν τὰ σχετικὰ θέματα. Κατὰ τὴν συνεδρίασιν ἐλήφθησαν ἀποφάσεις διὰ τὴν ὀργάνωσιν τῶν ὑπηρεσιῶν καὶ τὴν κατάρτισιν τοῦ προγράμματος. Ἡ ἐπιτροπὴ ἤκουσε τὰς ἀπόψεις τῶν ἐκπροσώπων καὶ θὰ ὑποβάλῃ τὸ πόρισμά της εἰς τὸ ὑπουργικὸν συμβούλιον. Αἱ συζητήσεις διεξήχθησαν ἐν ἀτμοσφαίρᾳ ἀμοιβαίας κατανοήσεως. Οἱ ἐκπρόσωποι τῶν κλάδων ἐξέθεσαν τὰ αἰτήματά των, τὰ ὁποῖα θὰ μελετηθοῦν ἐκ μέρους τῆς κυβερνήσεως. ΑΘΗΝΑΙ, 20. — Ὁ κ. ὑπουργὸς ἀνεκοίνωσε χθὲς ὅτι αἱ ἐργασίαι θὰ συνεχισθοῦν κατὰ τὴν προσεχῆ ἑβδομάδα, ἐνῷ αἱ ἁρμόδιαι ὑπηρεσίαι ἐξετάζουν τὰ σχετικὰ θέματα. Κατὰ τὴν συνεδρίασιν ἐλήφθησαν ἀποφάσεις διὰ τὴν ὀργάνωσιν τῶν ὑπηρεσιῶν καὶ τὴν κατάρτισιν τοῦ προγράμματος. Ἡ ἐπιτροπὴ ἤκουσε τὰς ἀπόψεις τῶν ἐκπροσώπων καὶ θὰ ὑποβάλῃ τὸ πόρισμά της εἰς τὸ ὑπουργικὸν συμβούλιον. Αἱ συζητήσεις διεξήχθησαν ἐν ἀτμοσφαίρᾳ ἀμοιβαίας κατανοήσεως. Οἱ ἐκπρόσωποι τῶν κλάδων ἐξέθεσαν τὰ αἰτήματά των, τὰ ὁποῖα θὰ μελετηθοῦν ἐκ μέρους τῆς κυβερνήσεως. ΑΘΗΝΑΙ, 20. — Ὁ κ. ὑπουργὸς ἀνεκοίνωσε χθὲς ὅτι αἱ ἐργασίαι θὰ συνεχισθοῦν κατὰ τὴν προσεχῆ ἑβδομάδα, ἐνῷ αἱ ἁρμόδιαι ὑπηρεσίαι ἐξετάζουν τὰ σχετικὰ θέματα. Κατὰ τὴν συνεδρίασιν ἐλήφθησαν ἀποφάσεις διὰ τὴν ὀργάνωσιν τῶν ὑπηρεσιῶν καὶ τὴν κατάρτισιν τοῦ προγράμματος. Ἡ ἐπιτροπὴ ἤκουσε τὰς ἀπόψεις τῶν ἐκπροσώπων καὶ θὰ ὑποβάλῃ τὸ πόρισμά της εἰς τὸ ὑπουργικὸν συμβούλιον. Αἱ συζητήσεις διεξήχθησαν ἐν ἀτμοσφαίρᾳ ἀμοιβαίας κατανοήσεως. Οἱ ἐκπρόσωποι τῶν κλάδων ἐξέθεσαν τὰ αἰτήματά των, τὰ ὁποῖα θὰ μελετηθοῦν ἐκ μέρους τῆς κυβερνήσεως. ΑΘΗΝΑΙ, 20. — Ὁ κ. ὑπουργὸς ἀνεκοίνωσε χθὲς ὅτι αἱ ἐργασίαι θὰ συνεχισθοῦν κατὰ τὴν προσεχῆ ἑβδομάδα, ἐνῷ αἱ ἁρμόδιαι ὑπηρεσίαι ἐξετάζουν τὰ σχετικὰ θέματα. Κατὰ τὴν συνεδρίασιν ἐλήφθησαν ἀποφάσεις διὰ τὴν ὀργάνωσιν τῶν ὑπηρεσιῶν καὶ τὴν κατάρτισιν τοῦ προγράμματος. Ἡ ἐπιτροπὴ ἤκουσε τὰς ἀπόψεις τῶν ἐκπροσώπων καὶ θὰ ὑποβάλῃ τὸ πόρισμά της εἰς τὸ ὑπουργικὸν συμβούλιον. Αἱ συζητήσεις διεξήχθησαν ἐν ἀτμοσφαίρᾳ ἀμοιβαίας κατανοήσεως. Οἱ ἐκπρόσωποι τῶν κλάδων ἐξέθεσαν τὰ αἰτήματά των, τὰ ὁποῖα θὰ μελετηθοῦν ἐκ μέρους τῆς κυβερνήσεως. ΑΘΗΝΑΙ, 20. — Ὁ κ. ὑπουργὸς ἀνεκοίνωσε χθὲς ὅτι αἱ ἐργασίαι θὰ συνεχισθοῦν κατὰ τὴν προσεχῆ ἑβδομάδα, ἐνῷ αἱ ἁρμόδιαι ὑπηρεσίαι ἐξετάζουν τὰ σχετικὰ θέματα. Κατὰ τὴν συνεδρίασιν ἐλήφθησαν ἀποφάσεις διὰ τὴν ὀργάνωσιν τῶν ὑπηρεσιῶν καὶ τὴν κατάρτισιν τοῦ προγράμματος. Ἡ ἐπιτροπὴ ἤκουσε τὰς ἀπόψεις τῶν ἐκπροσώπων καὶ θὰ ὑποβάλῃ τὸ πόρισμά της εἰς τὸ ὑπουργικὸν συμβούλιον. Αἱ συζητήσεις διεξήχθησαν ἐν ἀτμοσφαίρᾳ ἀμοιβαίας κατανοήσεως. Οἱ ἐκπρόσωποι τῶν κλάδων ἐξέθεσαν τὰ αἰτήματά των, τὰ ὁποῖα θὰ μελετηθοῦν ἐκ μέρους τῆς κυβερνήσεως. ΑΘΗΝΑΙ, 20. — Ὁ κ. ὑπουργὸς ἀνεκοίνωσε χθὲς ὅτι αἱ ἐργασίαι θὰ συνεχισθοῦν κατὰ τὴν προσεχῆ ἑβδομάδα, ἐνῷ αἱ ἁρμόδιαι ὑπηρεσίαι ἐξετάζουν τὰ σχετικὰ θέματα. Κατὰ τὴν συνεδρίασιν ἐλήφθησαν ἀποφάσεις διὰ τὴν ὀργάνωσιν τῶν ὑπηρεσιῶν καὶ τὴν κατάρτισιν τοῦ προγράμματος. Ἡ ἐπιτροπὴ ἤκουσε τὰς ἀπόψεις τῶν ἐκπροσώπων καὶ θὰ ὑποβάλῃ τὸ πόρισμά της εἰς τὸ ὑπουργικὸν συμβούλιον. Αἱ συζητήσεις διεξήχθησαν ἐν ἀτμοσφαίρᾳ ἀμοιβαίας κατανοήσεως. Οἱ ἐκπρόσωποι τῶν κλάδων ἐξέθεσαν τὰ αἰτήματά των, τὰ ὁποῖα θὰ μελετηθοῦν ἐκ μέρους τῆς κυβερνήσεως. ΑΘΗΝΑΙ, 20. — Ὁ κ. ὑπουργὸς ἀνεκοίνωσε χθὲς ὅτι αἱ ἐργασίαι θὰ συνεχισθοῦν κατὰ τὴν προσεχῆ ἑβδομάδα, ἐνῷ αἱ ἁρμόδιαι ὑπηρεσίαι ἐξετάζουν τὰ σχετικὰ θέματα. Κατὰ τὴν συνεδρίασιν ἐλήφθησαν ἀποφάσεις διὰ τὴν ὀργάνωσιν τῶν ὑπηρεσιῶν καὶ τὴν κατάρτισιν τοῦ προγράμματος. Ἡ ἐπιτροπὴ ἤκουσε τὰς ἀπόψεις τῶν ἐκπροσώπων καὶ θὰ ὑποβάλῃ τὸ πόρισμά της εἰς τὸ ὑπουργικὸν συμβούλιον. Αἱ συζητήσεις διεξήχθησαν ἐν ἀτμοσφαίρᾳ ἀμοιβαίας κατανοήσεως. Οἱ ἐκπρόσωποι τῶν κλάδων ἐξέθεσαν τὰ αἰτήματά των, τὰ ὁποῖα θὰ μελετηθοῦν ἐκ μέρους τῆς κυβερνήσεως.: [14, 326, 408, 1194]
item-recovered: ΑΝΕΡΡΩΣΕΝ Ο κ. ΜΠΑΚΑΤΣΕΛΟΣ: [861, 1779, 1096, 1794]
article-body: ΑΘΗΝΑΙ, 20. — Ὁ κ. ὑπουργὸς ἀνεκοίνωσε χθὲς ὅτι αἱ ἐργασίαι θὰ συνεχισθοῦν κατὰ τὴν προσεχῆ ἑβδομάδα, ἐνῷ αἱ ἁρμόδιαι ὑπηρεσίαι ἐξετάζουν τὰ σχετικὰ θέματα. Κατὰ τὴν συνεδρίασιν ἐλήφθησαν ἀποφάσεις διὰ τὴν ὀργάνωσιν τῶν ὑπηρεσιῶν καὶ τὴν κατάρτισιν τοῦ προγράμματος. Ἡ ἐπιτροπὴ ἤκουσε τὰς ἀπόψεις τῶν ἐκπροσώπων καὶ θὰ ὑποβάλῃ τὸ πόρισμά της εἰς τὸ ὑπουργικὸν συμβούλιον. Αἱ συζητήσεις διεξήχθησαν ἐν ἀτμοσφαίρᾳ: [817, 1874, 1141, 1929]
kicker: Ὡς ἀνεκοινώθη, ἐπισήμως: [511, 263, 714, 279]
kicker: ΥΠΟ ΤΑ ΟΜΜΑΤΑ ΤΟΥ ΝΕΑΡΟΥ ΜΝΗΣΤΗΡΟΣ ΤΗΣ: [980, 2, 1392, 18]
headline-russian-troops: 3.000 ΡΩΣΣΟΙ ΣΤΡΑΤΙΩΤΙΚΟΙ ΑΠΟΣΥΡΟΝΤΑΙ ΣΥΝΤΟΜΩΣ ΕΚ ΤΩΝ ΒΑΣΕΩΝ ΤΗΣ ΚΟΥΒΑΣ: [420, 285, 805, 411]
photo-caption: Εἰς τὴν αἴθουσαν τελετῶν τοῦ πανεπιστημίου, ἐγένετο χθὲς ἡ ἀνακήρυξις τοῦ Ἰταλοῦ ποιητοῦ εἰς ἐπίτιμον διδάκτορα.: [416, 232, 694, 252]
item-plane-crash: ΑΕΡΟΠΛΑΝΟΝ ΚΑΤΕΠΕΣΕΝ ΕΙΣ ΤΗΝ ΘΑΛΑΣΣΑΝ: [853, 349, 1105, 379]
column-1: [14, 0, 408, 2343]
lead-paragraph: Ἡ ὁμὰς τῆς Δράμας κερδίζει τὸν ἀγῶνα τῆς πρὸς τὸ «Αἰγάλεω», διότι ἡ ὁμὰς αὐτοῦ ἐχρησιμοποίησε τιμωρημένον παίκτην — Ὁ Βόλος ἀπειλεῖ μὲ γενικὴν ἀπεργίαν καὶ συλλαλητήρια — Συγκαλεῖται σύσκεψις μεταξὺ τῶν πέντε ἐνδιαφερομένων συλλόγων: [14, 243, 408, 275]
article-body: ΑΘΗΝΑΙ, 20. — Ὁ κ. ὑπουργὸς ἀνεκοίνωσε χθὲς ὅτι αἱ ἐργασίαι θὰ συνεχισθοῦν κατὰ τὴν προσεχῆ ἑβδομάδα, ἐνῷ αἱ ἁρμόδιαι ὑπηρεσίαι ἐξετάζουν τὰ σχετικὰ θέματα. Κατὰ τὴν συνεδρίασιν ἐλήφθησαν ἀποφάσεις διὰ τὴν ὀργάνωσιν τῶν ὑπηρεσιῶν καὶ τὴν κατάρτισιν τοῦ προγράμματος. Ἡ ἐπιτροπὴ ἤκουσε τὰς ἀπόψεις τῶν ἐκπροσώπων καὶ θὰ ὑποβάλῃ τὸ πόρισμά της εἰς τὸ ὑπουργικὸν συμβούλιον. Αἱ συζητήσεις διεξήχθησαν ἐν ἀτμοσφαίρᾳ ἀμοιβαίας κατανοήσεως. Οἱ ἐκπρόσωποι τῶν κλάδων ἐξέθεσαν τὰ αἰτήματά των, τὰ ὁποῖα θὰ μελετηθοῦν ἐκ μέρους τῆς κυβερνήσεως. ΑΘΗΝΑΙ, 20. — Ὁ κ. ὑπουργὸς ἀνεκοίνωσε χθὲς ὅτι αἱ ἐργασίαι θὰ συνεχισθοῦν κατὰ τὴν προσεχῆ ἑβδομάδα, ἐνῷ αἱ ἁρμόδιαι ὑπηρεσίαι ἐξετάζουν τὰ σχετικὰ θέματα. Κατὰ τὴν συνεδρίασιν ἐλήφθησαν ἀποφάσεις διὰ τὴν ὀργάνωσιν τῶν ὑπηρεσιῶν καὶ τὴν κατάρτισιν τοῦ προγράμματος. Ἡ ἐπιτροπὴ ἤκουσε τὰς ἀπόψεις τῶν ἐκπροσώπων καὶ θὰ ὑποβάλῃ τὸ πόρισμά της εἰς τὸ: [817, 787, 1141, 907]
photo-headline: ΙΤΑΛΟΣ ΠΟΙΗΤΗΣ ΔΙΔΑΚΤΩΡ ΤΗΣ ΦΙΛΟΣΟΦΙΚΗΣ ΣΧΟΛΗΣ: [437, 2, 788, 30]
item-india-pakistan: Ο ΙΝΔΟΣ ΜΕΣΟΛΑΒΗΤΗΣ ΕΙΣ ΤΗΝ ΔΙΑΦΟΡΑΝ ΙΝΔΙΑΣ - ΠΑΚΙΣΤΑΝ: [821, 920, 1137, 951]
article-body: ΑΘΗΝΑΙ, 20. — Ὁ κ. ὑπουργὸς ἀνεκοίνωσε χθὲς ὅτι αἱ ἐργασίαι θὰ συνεχισθοῦν κατὰ τὴν προσεχῆ ἑβδομάδα, ἐνῷ αἱ ἁρμόδιαι ὑπηρεσίαι ἐξετάζουν τὰ σχετικὰ θέματα. Κατὰ τὴν συνεδρίασιν ἐλήφθησαν ἀποφάσεις διὰ τὴν ὀργάνωσιν τῶν ὑπηρεσιῶν καὶ τὴν κατάρτισιν τοῦ προγράμματος. Ἡ ἐπιτροπὴ ἤκουσε τὰς ἀπόψεις τῶν ἐκπροσώπων καὶ θὰ ὑποβάλῃ τὸ πόρισμά της εἰς τὸ ὑπουργικὸν συμβούλιον. Αἱ συζητήσεις διεξήχθησαν ἐν ἀτμοσφαίρᾳ ἀμοιβαίας κατανοήσεως. Οἱ ἐκπρόσωποι τῶν κλάδων ἐξέθεσαν τὰ αἰτήματά των, τὰ ὁποῖα θὰ μελετηθοῦν ἐκ μέρους τῆς κυβερνήσεως. ΑΘΗΝΑΙ, 20. — Ὁ κ. ὑπουργὸς ἀνεκοίνωσε χθὲς ὅτι αἱ ἐργασίαι θὰ συνεχισθοῦν κατὰ τὴν προσεχῆ ἑβδομάδα, ἐνῷ αἱ ἁρμόδιαι ὑπηρεσίαι ἐξετάζουν τὰ σχετικὰ θέματα. Κατὰ τὴν συνεδρίασιν ἐλήφθησαν ἀποφάσεις διὰ τὴν ὀργάνωσιν τῶν ὑπηρεσιῶν καὶ τὴν κατάρτισιν τοῦ προγράμματος. Ἡ ἐπιτροπὴ ἤκουσε τὰς ἀπόψεις τῶν ἐκπροσώπων καὶ θὰ ὑποβάλῃ τὸ πόρισμά της εἰς τὸ ὑπουργικὸν συμβούλιον. Αἱ συζητήσεις διεξήχθησαν ἐν ἀτμοσφαίρᾳ ἀμοιβαίας κατανοήσεως. Οἱ ἐκπρόσωποι τῶν κλάδων ἐξέθεσαν τὰ αἰτήματά των, τὰ ὁποῖα θὰ μελετηθοῦν ἐκ μέρους τῆς κυβερνήσεως. ΑΘΗΝΑΙ, 20. — Ὁ κ. ὑπουργὸς ἀνεκοίνωσε χθὲς ὅτι αἱ ἐργασίαι θὰ συνεχισθοῦν κατὰ τὴν προσεχῆ ἑβδομάδα, ἐνῷ αἱ ἁρμόδιαι ὑπηρεσίαι ἐξετάζουν τὰ σχετικὰ θέματα. Κατὰ τὴν συνεδρίασιν ἐλήφθησαν ἀποφάσεις διὰ τὴν ὀργάνωσιν τῶν ὑπηρεσιῶν καὶ τὴν κατάρτισιν: [1149, 1303, 1554, 1442]
item-german-leader: ΓΕΡΜΑΝΟΣ ΗΓΕΤΗΣ ΖΗΤΕΙ ΠΡΟΣΚΛΗΣΙΝ ΤΟΥ κ. ΚΡΟΥΣΤΣΕΦ ΕΙΣ ΤΗΝ ΒΟΝΝΗΝ: [820, 554, 1138, 584]
headline-no-victims: ΘΥΜΑΤΑ ΔΕΝ ΕΣΗΜΕΙΩΘΗΣΑΝ ΑΛΛΑ ΣΗΜΑΝΤΙΚΑΙ ΖΗΜΙΑΙ: [1149, 1281, 1554, 1300]
item-minister: Ο ΥΠΟΥΡΓΟΣ κ. ΤΑΛΙΑΔΟΥΡΗΣ ΑΝΕΧΩΡΗΣΕΝ ΕΙΣ ΑΘΗΝΑΣ: [819, 1309, 1139, 1341]
column-4: [1149, 343, 1554, 2343]
article-body: ΑΘΗΝΑΙ, 20. — Ὁ κ. ὑπουργὸς ἀνεκοίνωσε χθὲς ὅτι αἱ ἐργασίαι θὰ συνεχισθοῦν κατὰ τὴν προσεχῆ ἑβδομάδα, ἐνῷ αἱ ἁρμόδιαι ὑπηρεσίαι ἐξετάζουν τὰ σχετικὰ θέματα. Κατὰ τὴν συνεδρίασιν ἐλήφθησαν ἀποφάσεις διὰ τὴν ὀργάνωσιν τῶν ὑπηρεσιῶν καὶ τὴν κατάρτισιν τοῦ προγράμματος. Ἡ ἐπιτροπὴ ἤκουσε τὰς ἀπόψεις τῶν ἐκπροσώπων καὶ θὰ ὑποβάλῃ τὸ πόρισμά της εἰς τὸ ὑπουργικὸν συμβούλιον. Αἱ συζητήσεις διεξήχθησαν ἐν ἀτμοσφαίρᾳ ἀμοιβαίας κατανοήσεως. Οἱ ἐκπρόσωποι τῶν κλάδων ἐξέθεσαν τὰ αἰτήματά των, τὰ ὁποῖα θὰ μελετηθοῦν ἐκ μέρους τῆς κυβερνήσεως. ΑΘΗΝΑΙ, 20. — Ὁ κ. ὑπουργὸς ἀνεκοίνωσε χθὲς ὅτι αἱ ἐργασίαι θὰ συνεχισθοῦν κατὰ τὴν προσεχῆ ἑβδομάδα, ἐνῷ αἱ ἁρμόδιαι ὑπηρεσίαι ἐξετάζουν τὰ σχετικὰ θέματα. Κατὰ τὴν συνεδρίασιν ἐλήφθησαν ἀποφάσεις διὰ τὴν ὀργάνωσιν τῶν ὑπηρεσιῶν καὶ τὴν κατάρτισιν τοῦ προγράμματος. Ἡ ἐπιτροπὴ ἤκουσε τὰς ἀπόψεις τῶν ἐκπροσώπων καὶ θὰ ὑποβάλῃ τὸ πόρισμά της εἰς τὸ ὑπουργικὸν συμβούλιον. Αἱ συζητήσεις διεξήχθησαν ἐν ἀτμοσφαίρᾳ ἀμοιβαίας κατανοήσεως. Οἱ ἐκπρόσωποι τῶν κλάδων ἐξέθεσαν τὰ αἰτήματά των, τὰ ὁποῖα θὰ μελετηθοῦν ἐκ μέρους τῆς κυβερνήσεως. ΑΘΗΝΑΙ, 20. — Ὁ κ. ὑπουργὸς ἀνεκοίνωσε χθὲς ὅτι αἱ ἐργασίαι θὰ συνεχισθοῦν κατὰ τὴν προσεχῆ ἑβδομάδα, ἐνῷ αἱ ἁρμόδιαι ὑπηρεσίαι ἐξετάζουν τὰ σχετικὰ θέματα. Κατὰ τὴν συνεδρίασιν ἐλήφθησαν ἀποφάσεις διὰ τὴν ὀργάνωσιν τῶν ὑπηρεσιῶν καὶ τὴν κατάρτισιν τοῦ προγράμματος. Ἡ ἐπιτροπὴ ἤκουσε τὰς ἀπόψεις τῶν ἐκπροσώπων καὶ θὰ ὑποβάλῃ τὸ πόρισμά της εἰς τὸ ὑπουργικὸν συμβούλιον. Αἱ συζητήσεις διεξήχθησαν ἐν ἀτμοσφαίρᾳ ἀμοιβαίας κατανοήσεως. Οἱ ἐκπρόσωποι τῶν κλάδων ἐξέθεσαν τὰ αἰτήματά των, τὰ ὁποῖα θὰ μελετηθοῦν ἐκ μέρους τῆς κυβερνήσεως. ΑΘΗΝΑΙ, 20. — Ὁ κ. ὑπουργὸς ἀνεκοίνωσε χθὲς ὅτι αἱ ἐργασίαι θὰ συνεχισθοῦν κατὰ τὴν προσεχῆ ἑβδομάδα, ἐνῷ αἱ ἁρμόδιαι ὑπηρεσίαι ἐξετάζουν τὰ σχετικὰ θέματα. Κατὰ τὴν συνεδρίασιν ἐλήφθησαν ἀποφάσεις διὰ τὴν ὀργάνωσιν τῶν ὑπηρεσιῶν καὶ τὴν κατάρτισιν τοῦ προγράμματος. Ἡ ἐπιτροπὴ ἤκουσε τὰς ἀπόψεις τῶν ἐκπροσώπων καὶ θὰ ὑποβάλῃ τὸ πόρισμά της εἰς τὸ ὑπουργικὸν συμβούλιον. Αἱ συζητήσεις διεξήχθησαν ἐν ἀτμοσφαίρᾳ ἀμοιβαίας κατανοήσεως. Οἱ ἐκπρόσωποι τῶν κλάδων ἐξέθεσαν τὰ αἰτήματά των, τὰ ὁποῖα θὰ μελετηθοῦν ἐκ μέρους τῆς κυβερνήσεως. ΑΘΗΝΑΙ, 20. — Ὁ κ. ὑπουργὸς ἀνεκοίνωσε χθὲς ὅτι αἱ ἐργασίαι θὰ συνεχισθοῦν κατὰ τὴν προσεχῆ ἑβδομάδα, ἐνῷ αἱ ἁρμόδιαι ὑπηρεσίαι ἐξετάζουν τὰ σχετικὰ θέματα. Κατὰ τὴν συνεδρίασιν ἐλήφθησαν ἀποφάσεις διὰ τὴν ὀργάνωσιν τῶν ὑπηρεσιῶν καὶ τὴν κατάρτισιν τοῦ προγράμματος. Ἡ ἐπιτροπὴ ἤκουσε τὰς ἀπόψεις τῶν ἐκπροσώπων καὶ θὰ ὑποβάλῃ τὸ πόρισμά της εἰς τὸ ὑπουργικὸν συμβούλιον. Αἱ συζητήσεις διεξήχθησαν ἐν ἀτμοσφαίρᾳ ἀμοιβαίας κατανοήσεως. Οἱ ἐκπρόσωποι τῶν κλάδων ἐξέθεσαν τὰ αἰτήματά των, τὰ ὁποῖα θὰ μελετηθοῦν ἐκ μέρους τῆς κυβερνήσεως. ΑΘΗΝΑΙ, 20. — Ὁ κ. ὑπουργὸς ἀνεκοίνωσε χθὲς ὅτι αἱ ἐργασίαι θὰ συνεχισθοῦν κατὰ τὴν προσεχῆ ἑβδομάδα, ἐνῷ αἱ ἁρμόδιαι ὑπηρεσίαι ἐξετάζουν τὰ σχετικὰ θέματα. Κατὰ τὴν συνεδρίασιν ἐλήφθησαν ἀποφάσεις διὰ τὴν ὀργάνωσιν τῶν ὑπηρεσιῶν καὶ τὴν κατάρτισιν τοῦ προγράμματος. Ἡ ἐπιτροπὴ ἤκουσε τὰς ἀπόψεις τῶν ἐκπροσώπων καὶ θὰ ὑποβάλῃ τὸ πόρισμά της εἰς τὸ ὑπουργικὸν συμβούλιον. Αἱ συζητήσεις διεξήχθησαν ἐν ἀτμοσφαίρᾳ ἀμοιβαίας κατανοήσεως. Οἱ ἐκπρόσωποι τῶν κλάδων ἐξέθεσαν τὰ αἰτήματά των, τὰ ὁποῖα θὰ μελετηθοῦν ἐκ μέρους τῆς κυβερνήσεως. ΑΘΗΝΑΙ, 20. — Ὁ κ. ὑπουργὸς ἀνεκοίνωσε χθὲς ὅτι αἱ ἐργασίαι θὰ συνεχισθοῦν κατὰ τὴν προσεχῆ ἑβδομάδα, ἐνῷ αἱ ἁρμόδιαι ὑπηρεσίαι ἐξετάζουν τὰ σχετικὰ θέματα. Κατὰ τὴν συνεδρίασιν ἐλήφθησαν ἀποφάσεις διὰ τὴν ὀργάνωσιν τῶν ὑπηρεσιῶν καὶ τὴν κατάρτισιν τοῦ προγράμματος. Ἡ ἐπιτροπὴ ἤκουσε τὰς ἀπόψεις τῶν ἐκπροσώπων καὶ θὰ ὑποβάλῃ τὸ πόρισμά της εἰς τὸ ὑπουργικὸν συμβούλιον. Αἱ συζητήσεις διεξήχθησαν ἐν ἀτμοσφαίρᾳ ἀμοιβαίας κατανοήσεως. Οἱ ἐκπρόσωποι τῶν κλάδων ἐξέθεσαν τὰ αἰτήματά των, τὰ ὁποῖα θὰ μελετηθοῦν ἐκ μέρους τῆς κυβερνήσεως. ΑΘΗΝΑΙ, 20. — Ὁ κ. ὑπουργὸς ἀνεκοίνωσε χθὲς ὅτι αἱ ἐργασίαι θὰ συνεχισθοῦν κατὰ τὴν προσεχῆ ἑβδομάδα, ἐνῷ αἱ ἁρμόδιαι ὑπηρεσίαι ἐξετάζουν τὰ σχετικὰ θέματα. Κατὰ τὴν συνεδρίασιν ἐλήφθησαν ἀποφάσεις διὰ τὴν ὀργάνωσιν τῶν ὑπηρεσιῶν καὶ τὴν κατάρτισιν τοῦ προγράμματος. Ἡ ἐπιτροπὴ ἤκουσε τὰς ἀπόψεις τῶν ἐκπροσώπων καὶ θὰ ὑποβάλῃ τὸ πόρισμά της εἰς τὸ ὑπουργικὸν συμβούλιον. Αἱ συζητήσεις διεξήχθησαν ἐν ἀτμοσφαίρᾳ ἀμοιβαίας κατανοήσεως. Οἱ ἐκπρόσωποι τῶν κλάδων ἐξέθεσαν τὰ αἰτήματά των, τὰ ὁποῖα θὰ μελετηθοῦν ἐκ μέρους τῆς κυβερνήσεως. ΑΘΗΝΑΙ, 20. — Ὁ κ. ὑπουργὸς ἀνεκοίνωσε χθὲς ὅτι αἱ ἐργασίαι θὰ συνεχισθοῦν κατὰ τὴν προσεχῆ ἑβδομάδα, ἐνῷ αἱ ἁρμόδιαι ὑπηρεσίαι ἐξετάζουν τὰ σχετικὰ θέματα. Κατὰ τὴν συνεδρίασιν ἐλήφθησαν ἀποφάσεις διὰ τὴν ὀργάνωσιν τῶν ὑπηρεσιῶν καὶ τὴν κατάρτισιν τοῦ προγράμματος. Ἡ ἐπιτροπὴ ἤκουσε τὰς ἀπόψεις τῶν ἐκπροσώπων καὶ θὰ ὑποβάλῃ τὸ πόρισμά της εἰς τὸ ὑπουργικὸν συμβούλιον. Αἱ συζητήσεις διεξήχθησαν ἐν ἀτμοσφαίρᾳ ἀμοιβαίας κατανοήσεως. Οἱ: [14, 1587, 408, 2131]
